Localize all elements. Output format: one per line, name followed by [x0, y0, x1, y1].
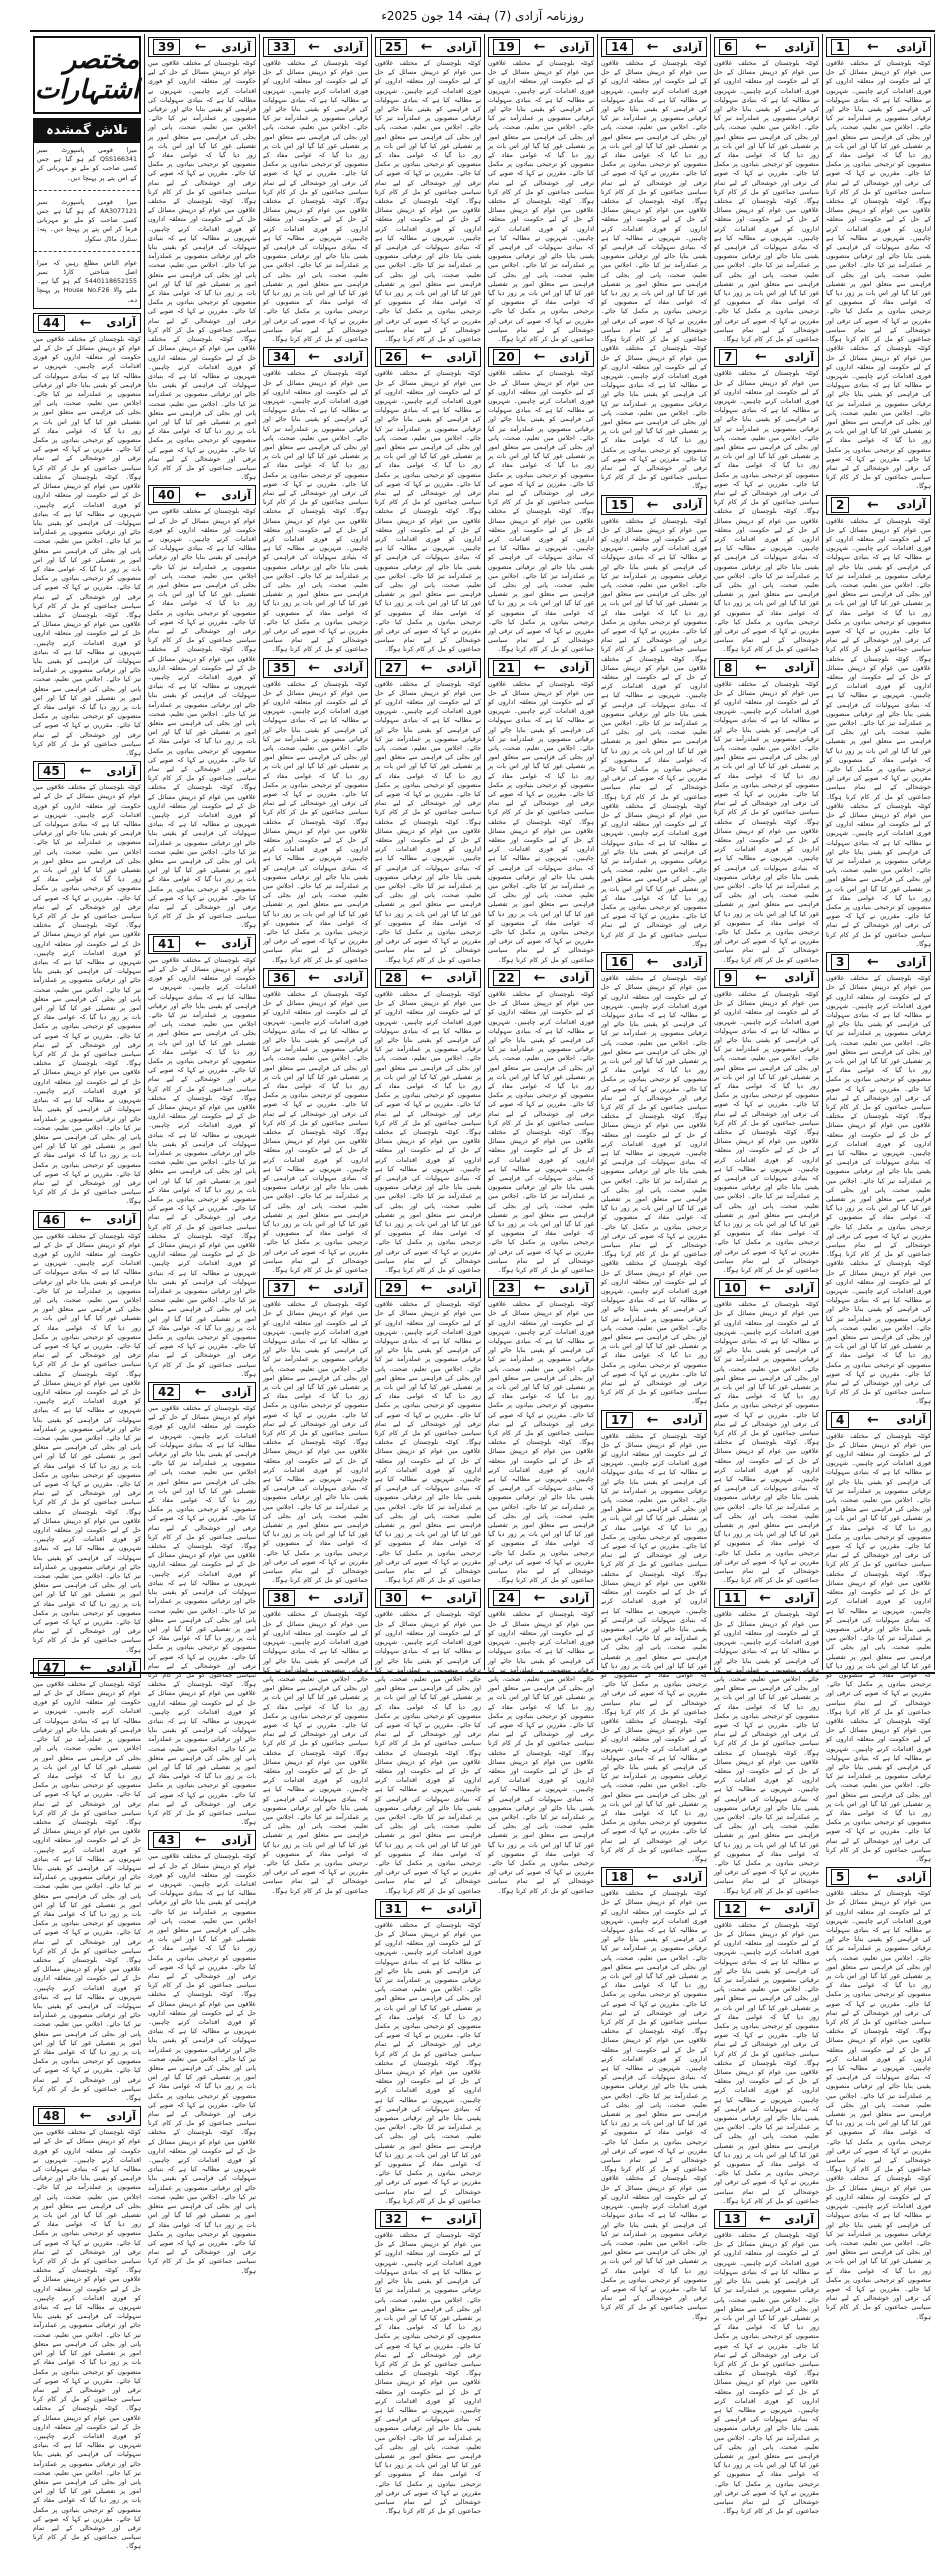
notice-header	[375, 1588, 481, 1608]
arrow-left-icon: ←	[646, 496, 659, 513]
notice-tag: آزادی	[446, 1281, 476, 1295]
notice-tag: آزادی	[559, 350, 589, 364]
column-8	[30, 34, 145, 2551]
notice-body: کوئٹہ بلوچستان کے مختلف علاقوں میں عوام کو درپیش مسائل کے حل کے لیے حکومت اور متعلقہ اداروں کو فوری اقدامات کرنے چاہییں۔ شہریوں نے مطالبہ کیا ہے کہ بنیادی سہولیات کی فراہمی کو یقینی بنایا جائے اور ترقیاتی منصوبوں پر عملدرآمد تیز کیا جائے۔ اجلاس میں تعلیم، صحت، پانی اور بجلی کی فراہمی سے متعلق امور پر تفصیلی غور کیا گیا اور اس بات پر زور دیا گیا کہ عوامی مفاد کے منصوبوں کو ترجیحی بنیادوں پر مکمل کیا جائے۔ مقررین نے کہا کہ صوبے کی ترقی اور خوشحالی کے لیے تمام سیاسی جماعتوں کو مل کر کام کرنا ہوگا۔ کوئٹہ بلوچستان کے مختلف علاقوں میں عوام کو درپیش مسائل کے حل کے لیے حکومت اور متعلقہ اداروں کو فوری اقدامات کرنے چاہییں۔ شہریوں نے مطالبہ کیا ہے کہ بنیادی سہولیات کی فراہمی کو یقینی بنایا جائے اور ترقیاتی منصوبوں پر عملدرآمد تیز کیا جائے۔ اجلاس میں تعلیم، صحت، پانی اور بجلی کی فراہمی سے متعلق امور پر تفصیلی غور کیا گیا اور اس بات پر زور دیا گیا کہ عوامی مفاد کے منصوبوں کو ترجیحی بنیادوں پر مکمل کیا جائے۔ مقررین نے کہا کہ صوبے کی ترقی اور خوشحالی کے لیے تمام سیاسی جماعتوں کو مل کر کام کرنا ہوگا۔ کوئٹہ بلوچستان کے مختلف علاقوں میں عوام کو درپیش مسائل کے حل کے لیے حکومت اور متعلقہ اداروں کو فوری اقدامات کرنے چاہییں۔ شہریوں نے مطالبہ کیا ہے کہ بنیادی سہولیات کی فراہمی کو یقینی بنایا جائے اور ترقیاتی منصوبوں پر عملدرآمد تیز کیا جائے۔ اجلاس میں تعلیم، صحت، پانی اور بجلی کی فراہمی سے متعلق امور پر تفصیلی غور کیا گیا اور اس بات پر زور دیا گیا کہ عوامی مفاد کے منصوبوں کو ترجیحی بنیادوں پر مکمل کیا جائے۔ مقررین نے کہا کہ صوبے کی ترقی اور خوشحالی کے لیے تمام سیاسی جماعتوں کو مل کر کام کرنا ہوگا۔	[601, 975, 707, 1406]
notice-body: کوئٹہ بلوچستان کے مختلف علاقوں میں عوام کو درپیش مسائل کے حل کے لیے حکومت اور متعلقہ اداروں کو فوری اقدامات کرنے چاہییں۔ شہریوں نے مطالبہ کیا ہے کہ بنیادی سہولیات کی فراہمی کو یقینی بنایا جائے اور ترقیاتی منصوبوں پر عملدرآمد تیز کیا جائے۔ اجلاس میں تعلیم، صحت، پانی اور بجلی کی فراہمی سے متعلق امور پر تفصیلی غور کیا گیا اور اس بات پر زور دیا گیا کہ عوامی مفاد کے منصوبوں کو ترجیحی بنیادوں پر مکمل کیا جائے۔ مقررین نے کہا کہ صوبے کی ترقی اور خوشحالی کے لیے تمام سیاسی جماعتوں کو مل کر کام کرنا ہوگا۔ کوئٹہ بلوچستان کے مختلف علاقوں میں عوام کو درپیش مسائل کے حل کے لیے حکومت اور متعلقہ اداروں کو فوری اقدامات کرنے چاہییں۔ شہریوں نے مطالبہ کیا ہے کہ بنیادی سہولیات کی فراہمی کو یقینی بنایا جائے اور ترقیاتی منصوبوں پر عملدرآمد تیز کیا جائے۔ اجلاس میں تعلیم، صحت، پانی اور بجلی کی فراہمی سے متعلق امور پر تفصیلی غور کیا گیا اور اس بات پر زور دیا گیا کہ عوامی مفاد کے منصوبوں کو ترجیحی بنیادوں پر مکمل کیا جائے۔ مقررین نے کہا کہ صوبے کی ترقی اور خوشحالی کے لیے تمام سیاسی جماعتوں کو مل کر کام کرنا ہوگا۔	[488, 990, 594, 1274]
notice-tag: آزادی	[221, 488, 251, 502]
column-5	[372, 34, 485, 2516]
notice-number: 6	[719, 39, 737, 55]
notice-tag: آزادی	[559, 1591, 589, 1605]
notice-number: 26	[380, 349, 407, 365]
notice-tag: آزادی	[784, 1281, 814, 1295]
notice-number: 3	[831, 954, 849, 970]
notice-tag: آزادی	[446, 1591, 476, 1605]
notice-header	[488, 1278, 594, 1298]
notice-body: کوئٹہ بلوچستان کے مختلف علاقوں میں عوام کو درپیش مسائل کے حل کے لیے حکومت اور متعلقہ اداروں کو فوری اقدامات کرنے چاہییں۔ شہریوں نے مطالبہ کیا ہے کہ بنیادی سہولیات کی فراہمی کو یقینی بنایا جائے اور ترقیاتی منصوبوں پر عملدرآمد تیز کیا جائے۔ اجلاس میں تعلیم، صحت، پانی اور بجلی کی فراہمی سے متعلق امور پر تفصیلی غور کیا گیا اور اس بات پر زور دیا گیا کہ عوامی مفاد کے منصوبوں کو ترجیحی بنیادوں پر مکمل کیا جائے۔ مقررین نے کہا کہ صوبے کی ترقی اور خوشحالی کے لیے تمام سیاسی جماعتوں کو مل کر کام کرنا ہوگا۔ کوئٹہ بلوچستان کے مختلف علاقوں میں عوام کو درپیش مسائل کے حل کے لیے حکومت اور متعلقہ اداروں کو فوری اقدامات کرنے چاہییں۔ شہریوں نے مطالبہ کیا ہے کہ بنیادی سہولیات کی فراہمی کو یقینی بنایا جائے اور ترقیاتی منصوبوں پر عملدرآمد تیز کیا جائے۔ اجلاس میں تعلیم، صحت، پانی اور بجلی کی فراہمی سے متعلق امور پر تفصیلی غور کیا گیا اور اس بات پر زور دیا گیا کہ عوامی مفاد کے منصوبوں کو ترجیحی بنیادوں پر مکمل کیا جائے۔ مقررین نے کہا کہ صوبے کی ترقی اور خوشحالی کے لیے تمام سیاسی جماعتوں کو مل کر کام کرنا ہوگا۔	[714, 1301, 819, 1585]
notice-header	[714, 1899, 819, 1919]
notice-body: کوئٹہ بلوچستان کے مختلف علاقوں میں عوام کو درپیش مسائل کے حل کے لیے حکومت اور متعلقہ اداروں کو فوری اقدامات کرنے چاہییں۔ شہریوں نے مطالبہ کیا ہے کہ بنیادی سہولیات کی فراہمی کو یقینی بنایا جائے اور ترقیاتی منصوبوں پر عملدرآمد تیز کیا جائے۔ اجلاس میں تعلیم، صحت، پانی اور بجلی کی فراہمی سے متعلق امور پر تفصیلی غور کیا گیا اور اس بات پر زور دیا گیا کہ عوامی مفاد کے منصوبوں کو ترجیحی بنیادوں پر مکمل کیا جائے۔ مقررین نے کہا کہ صوبے کی ترقی اور خوشحالی کے لیے تمام سیاسی جماعتوں کو مل کر کام کرنا ہوگا۔ کوئٹہ بلوچستان کے مختلف علاقوں میں عوام کو درپیش مسائل کے حل کے لیے حکومت اور متعلقہ اداروں کو فوری اقدامات کرنے چاہییں۔ شہریوں نے مطالبہ کیا ہے کہ بنیادی سہولیات کی فراہمی کو یقینی بنایا جائے اور ترقیاتی منصوبوں پر عملدرآمد تیز کیا جائے۔ اجلاس میں تعلیم، صحت، پانی اور بجلی کی فراہمی سے متعلق امور پر تفصیلی غور کیا گیا اور اس بات پر زور دیا گیا کہ عوامی مفاد کے منصوبوں کو ترجیحی بنیادوں پر مکمل کیا جائے۔ مقررین نے کہا کہ صوبے کی ترقی اور خوشحالی کے لیے تمام سیاسی جماعتوں کو مل کر کام کرنا ہوگا۔	[714, 370, 819, 654]
notice-tag: آزادی	[446, 40, 476, 54]
column-2	[711, 34, 823, 2516]
notice-header	[601, 1867, 707, 1887]
notice-body: کوئٹہ بلوچستان کے مختلف علاقوں میں عوام کو درپیش مسائل کے حل کے لیے حکومت اور متعلقہ اداروں کو فوری اقدامات کرنے چاہییں۔ شہریوں نے مطالبہ کیا ہے کہ بنیادی سہولیات کی فراہمی کو یقینی بنایا جائے اور ترقیاتی منصوبوں پر عملدرآمد تیز کیا جائے۔ اجلاس میں تعلیم، صحت، پانی اور بجلی کی فراہمی سے متعلق امور پر تفصیلی غور کیا گیا اور اس بات پر زور دیا گیا کہ عوامی مفاد کے منصوبوں کو ترجیحی بنیادوں پر مکمل کیا جائے۔ مقررین نے کہا کہ صوبے کی ترقی اور خوشحالی کے لیے تمام سیاسی جماعتوں کو مل کر کام کرنا ہوگا۔ کوئٹہ بلوچستان کے مختلف علاقوں میں عوام کو درپیش مسائل کے حل کے لیے حکومت اور متعلقہ اداروں کو فوری اقدامات کرنے چاہییں۔ شہریوں نے مطالبہ کیا ہے کہ بنیادی سہولیات کی فراہمی کو یقینی بنایا جائے اور ترقیاتی منصوبوں پر عملدرآمد تیز کیا جائے۔ اجلاس میں تعلیم، صحت، پانی اور بجلی کی فراہمی سے متعلق امور پر تفصیلی غور کیا گیا اور اس بات پر زور دیا گیا کہ عوامی مفاد کے منصوبوں کو ترجیحی بنیادوں پر مکمل کیا جائے۔ مقررین نے کہا کہ صوبے کی ترقی اور خوشحالی کے لیے تمام سیاسی جماعتوں کو مل کر کام کرنا ہوگا۔ کوئٹہ بلوچستان کے مختلف علاقوں میں عوام کو درپیش مسائل کے حل کے لیے حکومت اور متعلقہ اداروں کو فوری اقدامات کرنے چاہییں۔ شہریوں نے مطالبہ کیا ہے کہ بنیادی سہولیات کی فراہمی کو یقینی بنایا جائے اور ترقیاتی منصوبوں پر عملدرآمد تیز کیا جائے۔ اجلاس میں تعلیم، صحت، پانی اور بجلی کی فراہمی سے متعلق امور پر تفصیلی غور کیا گیا اور اس بات پر زور دیا گیا کہ عوامی مفاد کے منصوبوں کو ترجیحی بنیادوں پر مکمل کیا جائے۔ مقررین نے کہا کہ صوبے کی ترقی اور خوشحالی کے لیے تمام سیاسی جماعتوں کو مل کر کام کرنا ہوگا۔	[826, 1890, 931, 2321]
arrow-left-icon: ←	[759, 1900, 771, 1917]
notice-header	[714, 968, 819, 988]
arrow-left-icon: ←	[420, 1590, 433, 1607]
notice-number: 28	[380, 970, 407, 986]
notice-tag: آزادی	[333, 1281, 363, 1295]
bottom-rule	[30, 1672, 935, 1674]
top-rule	[30, 30, 935, 32]
notice-header	[375, 968, 481, 988]
notice-number: 42	[153, 1384, 180, 1400]
notice-header	[33, 1210, 141, 1230]
notice-body: کوئٹہ بلوچستان کے مختلف علاقوں میں عوام کو درپیش مسائل کے حل کے لیے حکومت اور متعلقہ اداروں کو فوری اقدامات کرنے چاہییں۔ شہریوں نے مطالبہ کیا ہے کہ بنیادی سہولیات کی فراہمی کو یقینی بنایا جائے اور ترقیاتی منصوبوں پر عملدرآمد تیز کیا جائے۔ اجلاس میں تعلیم، صحت، پانی اور بجلی کی فراہمی سے متعلق امور پر تفصیلی غور کیا گیا اور اس بات پر زور دیا گیا کہ عوامی مفاد کے منصوبوں کو ترجیحی بنیادوں پر مکمل کیا جائے۔ مقررین نے کہا کہ صوبے کی ترقی اور خوشحالی کے لیے تمام سیاسی جماعتوں کو مل کر کام کرنا ہوگا۔ کوئٹہ بلوچستان کے مختلف علاقوں میں عوام کو درپیش مسائل کے حل کے لیے حکومت اور متعلقہ اداروں کو فوری اقدامات کرنے چاہییں۔ شہریوں نے مطالبہ کیا ہے کہ بنیادی سہولیات کی فراہمی کو یقینی بنایا جائے اور ترقیاتی منصوبوں پر عملدرآمد تیز کیا جائے۔ اجلاس میں تعلیم، صحت، پانی اور بجلی کی فراہمی سے متعلق امور پر تفصیلی غور کیا گیا اور اس بات پر زور دیا گیا کہ عوامی مفاد کے منصوبوں کو ترجیحی بنیادوں پر مکمل کیا جائے۔ مقررین نے کہا کہ صوبے کی ترقی اور خوشحالی کے لیے تمام سیاسی جماعتوں کو مل کر کام کرنا ہوگا۔	[375, 1611, 481, 1895]
notice-tag: آزادی	[559, 661, 589, 675]
notice-number: 8	[719, 660, 737, 676]
notice-header	[33, 2106, 141, 2126]
arrow-left-icon: ←	[755, 39, 767, 55]
notice-body: کوئٹہ بلوچستان کے مختلف علاقوں میں عوام کو درپیش مسائل کے حل کے لیے حکومت اور متعلقہ اداروں کو فوری اقدامات کرنے چاہییں۔ شہریوں نے مطالبہ کیا ہے کہ بنیادی سہولیات کی فراہمی کو یقینی بنایا جائے اور ترقیاتی منصوبوں پر عملدرآمد تیز کیا جائے۔ اجلاس میں تعلیم، صحت، پانی اور بجلی کی فراہمی سے متعلق امور پر تفصیلی غور کیا گیا اور اس بات پر زور دیا گیا کہ عوامی مفاد کے منصوبوں کو ترجیحی بنیادوں پر مکمل کیا جائے۔ مقررین نے کہا کہ صوبے کی ترقی اور خوشحالی کے لیے تمام سیاسی جماعتوں کو مل کر کام کرنا ہوگا۔ کوئٹہ بلوچستان کے مختلف علاقوں میں عوام کو درپیش مسائل کے حل کے لیے حکومت اور متعلقہ اداروں کو فوری اقدامات کرنے چاہییں۔ شہریوں نے مطالبہ کیا ہے کہ بنیادی سہولیات کی فراہمی کو یقینی بنایا جائے اور ترقیاتی منصوبوں پر عملدرآمد تیز کیا جائے۔ اجلاس میں تعلیم، صحت، پانی اور بجلی کی فراہمی سے متعلق امور پر تفصیلی غور کیا گیا اور اس بات پر زور دیا گیا کہ عوامی مفاد کے منصوبوں کو ترجیحی بنیادوں پر مکمل کیا جائے۔ مقررین نے کہا کہ صوبے کی ترقی اور خوشحالی کے لیے تمام سیاسی جماعتوں کو مل کر کام کرنا ہوگا۔	[714, 1921, 819, 2205]
notice-tag: آزادی	[221, 1833, 251, 1847]
notice-tag: آزادی	[672, 1870, 702, 1884]
notice-tag: آزادی	[333, 1591, 363, 1605]
arrow-left-icon: ←	[194, 1832, 207, 1849]
arrow-left-icon: ←	[194, 1384, 207, 1401]
notice-body: کوئٹہ بلوچستان کے مختلف علاقوں میں عوام کو درپیش مسائل کے حل کے لیے حکومت اور متعلقہ اداروں کو فوری اقدامات کرنے چاہییں۔ شہریوں نے مطالبہ کیا ہے کہ بنیادی سہولیات کی فراہمی کو یقینی بنایا جائے اور ترقیاتی منصوبوں پر عملدرآمد تیز کیا جائے۔ اجلاس میں تعلیم، صحت، پانی اور بجلی کی فراہمی سے متعلق امور پر تفصیلی غور کیا گیا اور اس بات پر زور دیا گیا کہ عوامی مفاد کے منصوبوں کو ترجیحی بنیادوں پر مکمل کیا جائے۔ مقررین نے کہا کہ صوبے کی ترقی اور خوشحالی کے لیے تمام سیاسی جماعتوں کو مل کر کام کرنا ہوگا۔ کوئٹہ بلوچستان کے مختلف علاقوں میں عوام کو درپیش مسائل کے حل کے لیے حکومت اور متعلقہ اداروں کو فوری اقدامات کرنے چاہییں۔ شہریوں نے مطالبہ کیا ہے کہ بنیادی سہولیات کی فراہمی کو یقینی بنایا جائے اور ترقیاتی منصوبوں پر عملدرآمد تیز کیا جائے۔ اجلاس میں تعلیم، صحت، پانی اور بجلی کی فراہمی سے متعلق امور پر تفصیلی غور کیا گیا اور اس بات پر زور دیا گیا کہ عوامی مفاد کے منصوبوں کو ترجیحی بنیادوں پر مکمل کیا جائے۔ مقررین نے کہا کہ صوبے کی ترقی اور خوشحالی کے لیے تمام سیاسی جماعتوں کو مل کر کام کرنا ہوگا۔	[375, 1921, 481, 2205]
notice-body: کوئٹہ بلوچستان کے مختلف علاقوں میں عوام کو درپیش مسائل کے حل کے لیے حکومت اور متعلقہ اداروں کو فوری اقدامات کرنے چاہییں۔ شہریوں نے مطالبہ کیا ہے کہ بنیادی سہولیات کی فراہمی کو یقینی بنایا جائے اور ترقیاتی منصوبوں پر عملدرآمد تیز کیا جائے۔ اجلاس میں تعلیم، صحت، پانی اور بجلی کی فراہمی سے متعلق امور پر تفصیلی غور کیا گیا اور اس بات پر زور دیا گیا کہ عوامی مفاد کے منصوبوں کو ترجیحی بنیادوں پر مکمل کیا جائے۔ مقررین نے کہا کہ صوبے کی ترقی اور خوشحالی کے لیے تمام سیاسی جماعتوں کو مل کر کام کرنا ہوگا۔ کوئٹہ بلوچستان کے مختلف علاقوں میں عوام کو درپیش مسائل کے حل کے لیے حکومت اور متعلقہ اداروں کو فوری اقدامات کرنے چاہییں۔ شہریوں نے مطالبہ کیا ہے کہ بنیادی سہولیات کی فراہمی کو یقینی بنایا جائے اور ترقیاتی منصوبوں پر عملدرآمد تیز کیا جائے۔ اجلاس میں تعلیم، صحت، پانی اور بجلی کی فراہمی سے متعلق امور پر تفصیلی غور کیا گیا اور اس بات پر زور دیا گیا کہ عوامی مفاد کے منصوبوں کو ترجیحی بنیادوں پر مکمل کیا جائے۔ مقررین نے کہا کہ صوبے کی ترقی اور خوشحالی کے لیے تمام سیاسی جماعتوں کو مل کر کام کرنا ہوگا۔	[714, 2232, 819, 2516]
notice-body: کوئٹہ بلوچستان کے مختلف علاقوں میں عوام کو درپیش مسائل کے حل کے لیے حکومت اور متعلقہ اداروں کو فوری اقدامات کرنے چاہییں۔ شہریوں نے مطالبہ کیا ہے کہ بنیادی سہولیات کی فراہمی کو یقینی بنایا جائے اور ترقیاتی منصوبوں پر عملدرآمد تیز کیا جائے۔ اجلاس میں تعلیم، صحت، پانی اور بجلی کی فراہمی سے متعلق امور پر تفصیلی غور کیا گیا اور اس بات پر زور دیا گیا کہ عوامی مفاد کے منصوبوں کو ترجیحی بنیادوں پر مکمل کیا جائے۔ مقررین نے کہا کہ صوبے کی ترقی اور خوشحالی کے لیے تمام سیاسی جماعتوں کو مل کر کام کرنا ہوگا۔ کوئٹہ بلوچستان کے مختلف علاقوں میں عوام کو درپیش مسائل کے حل کے لیے حکومت اور متعلقہ اداروں کو فوری اقدامات کرنے چاہییں۔ شہریوں نے مطالبہ کیا ہے کہ بنیادی سہولیات کی فراہمی کو یقینی بنایا جائے اور ترقیاتی منصوبوں پر عملدرآمد تیز کیا جائے۔ اجلاس میں تعلیم، صحت، پانی اور بجلی کی فراہمی سے متعلق امور پر تفصیلی غور کیا گیا اور اس بات پر زور دیا گیا کہ عوامی مفاد کے منصوبوں کو ترجیحی بنیادوں پر مکمل کیا جائے۔ مقررین نے کہا کہ صوبے کی ترقی اور خوشحالی کے لیے تمام سیاسی جماعتوں کو مل کر کام کرنا ہوگا۔	[263, 680, 368, 964]
notice-number: 34	[268, 349, 295, 365]
arrow-left-icon: ←	[867, 39, 879, 55]
arrow-left-icon: ←	[308, 969, 320, 986]
notice-tag: آزادی	[106, 1661, 136, 1675]
arrow-left-icon: ←	[646, 1869, 659, 1886]
notice-number: 39	[153, 39, 180, 55]
notice-tag: آزادی	[106, 1213, 136, 1227]
notice-header	[148, 934, 256, 954]
notice-number: 46	[38, 1212, 65, 1228]
notice-number: 12	[719, 1901, 746, 1917]
column-4	[485, 34, 598, 1895]
arrow-left-icon: ←	[867, 496, 879, 513]
notice-body: کوئٹہ بلوچستان کے مختلف علاقوں میں عوام کو درپیش مسائل کے حل کے لیے حکومت اور متعلقہ اداروں کو فوری اقدامات کرنے چاہییں۔ شہریوں نے مطالبہ کیا ہے کہ بنیادی سہولیات کی فراہمی کو یقینی بنایا جائے اور ترقیاتی منصوبوں پر عملدرآمد تیز کیا جائے۔ اجلاس میں تعلیم، صحت، پانی اور بجلی کی فراہمی سے متعلق امور پر تفصیلی غور کیا گیا اور اس بات پر زور دیا گیا کہ عوامی مفاد کے منصوبوں کو ترجیحی بنیادوں پر مکمل کیا جائے۔ مقررین نے کہا کہ صوبے کی ترقی اور خوشحالی کے لیے تمام سیاسی جماعتوں کو مل کر کام کرنا ہوگا۔ کوئٹہ بلوچستان کے مختلف علاقوں میں عوام کو درپیش مسائل کے حل کے لیے حکومت اور متعلقہ اداروں کو فوری اقدامات کرنے چاہییں۔ شہریوں نے مطالبہ کیا ہے کہ بنیادی سہولیات کی فراہمی کو یقینی بنایا جائے اور ترقیاتی منصوبوں پر عملدرآمد تیز کیا جائے۔ اجلاس میں تعلیم، صحت، پانی اور بجلی کی فراہمی سے متعلق امور پر تفصیلی غور کیا گیا اور اس بات پر زور دیا گیا کہ عوامی مفاد کے منصوبوں کو ترجیحی بنیادوں پر مکمل کیا جائے۔ مقررین نے کہا کہ صوبے کی ترقی اور خوشحالی کے لیے تمام سیاسی جماعتوں کو مل کر کام کرنا ہوگا۔ کوئٹہ بلوچستان کے مختلف علاقوں میں عوام کو درپیش مسائل کے حل کے لیے حکومت اور متعلقہ اداروں کو فوری اقدامات کرنے چاہییں۔ شہریوں نے مطالبہ کیا ہے کہ بنیادی سہولیات کی فراہمی کو یقینی بنایا جائے اور ترقیاتی منصوبوں پر عملدرآمد تیز کیا جائے۔ اجلاس میں تعلیم، صحت، پانی اور بجلی کی فراہمی سے متعلق امور پر تفصیلی غور کیا گیا اور اس بات پر زور دیا گیا کہ عوامی مفاد کے منصوبوں کو ترجیحی بنیادوں پر مکمل کیا جائے۔ مقررین نے کہا کہ صوبے کی ترقی اور خوشحالی کے لیے تمام سیاسی جماعتوں کو مل کر کام کرنا ہوگا۔	[826, 975, 931, 1406]
notice-body: کوئٹہ بلوچستان کے مختلف علاقوں میں عوام کو درپیش مسائل کے حل کے لیے حکومت اور متعلقہ اداروں کو فوری اقدامات کرنے چاہییں۔ شہریوں نے مطالبہ کیا ہے کہ بنیادی سہولیات کی فراہمی کو یقینی بنایا جائے اور ترقیاتی منصوبوں پر عملدرآمد تیز کیا جائے۔ اجلاس میں تعلیم، صحت، پانی اور بجلی کی فراہمی سے متعلق امور پر تفصیلی غور کیا گیا اور اس بات پر زور دیا گیا کہ عوامی مفاد کے منصوبوں کو ترجیحی بنیادوں پر مکمل کیا جائے۔ مقررین نے کہا کہ صوبے کی ترقی اور خوشحالی کے لیے تمام سیاسی جماعتوں کو مل کر کام کرنا ہوگا۔ کوئٹہ بلوچستان کے مختلف علاقوں میں عوام کو درپیش مسائل کے حل کے لیے حکومت اور متعلقہ اداروں کو فوری اقدامات کرنے چاہییں۔ شہریوں نے مطالبہ کیا ہے کہ بنیادی سہولیات کی فراہمی کو یقینی بنایا جائے اور ترقیاتی منصوبوں پر عملدرآمد تیز کیا جائے۔ اجلاس میں تعلیم، صحت، پانی اور بجلی کی فراہمی سے متعلق امور پر تفصیلی غور کیا گیا اور اس بات پر زور دیا گیا کہ عوامی مفاد کے منصوبوں کو ترجیحی بنیادوں پر مکمل کیا جائے۔ مقررین نے کہا کہ صوبے کی ترقی اور خوشحالی کے لیے تمام سیاسی جماعتوں کو مل کر کام کرنا ہوگا۔	[488, 370, 594, 654]
notice-header	[148, 1382, 256, 1402]
notice-tag: آزادی	[672, 955, 702, 969]
notice-header	[601, 952, 707, 972]
arrow-left-icon: ←	[308, 39, 320, 55]
newspaper-page	[30, 0, 935, 2551]
notice-number: 44	[38, 315, 65, 331]
notice-header	[488, 658, 594, 678]
notice-tag: آزادی	[784, 661, 814, 675]
notice-header	[488, 968, 594, 988]
notice-header	[148, 1830, 256, 1850]
notice-header	[714, 1588, 819, 1608]
arrow-left-icon: ←	[79, 763, 92, 780]
notice-body: کوئٹہ بلوچستان کے مختلف علاقوں میں عوام کو درپیش مسائل کے حل کے لیے حکومت اور متعلقہ اداروں کو فوری اقدامات کرنے چاہییں۔ شہریوں نے مطالبہ کیا ہے کہ بنیادی سہولیات کی فراہمی کو یقینی بنایا جائے اور ترقیاتی منصوبوں پر عملدرآمد تیز کیا جائے۔ اجلاس میں تعلیم، صحت، پانی اور بجلی کی فراہمی سے متعلق امور پر تفصیلی غور کیا گیا اور اس بات پر زور دیا گیا کہ عوامی مفاد کے منصوبوں کو ترجیحی بنیادوں پر مکمل کیا جائے۔ مقررین نے کہا کہ صوبے کی ترقی اور خوشحالی کے لیے تمام سیاسی جماعتوں کو مل کر کام کرنا ہوگا۔ کوئٹہ بلوچستان کے مختلف علاقوں میں عوام کو درپیش مسائل کے حل کے لیے حکومت اور متعلقہ اداروں کو فوری اقدامات کرنے چاہییں۔ شہریوں نے مطالبہ کیا ہے کہ بنیادی سہولیات کی فراہمی کو یقینی بنایا جائے اور ترقیاتی منصوبوں پر عملدرآمد تیز کیا جائے۔ اجلاس میں تعلیم، صحت، پانی اور بجلی کی فراہمی سے متعلق امور پر تفصیلی غور کیا گیا اور اس بات پر زور دیا گیا کہ عوامی مفاد کے منصوبوں کو ترجیحی بنیادوں پر مکمل کیا جائے۔ مقررین نے کہا کہ صوبے کی ترقی اور خوشحالی کے لیے تمام سیاسی جماعتوں کو مل کر کام کرنا ہوگا۔	[488, 60, 594, 344]
notice-number: 31	[380, 1901, 407, 1917]
notice-tag: آزادی	[106, 316, 136, 330]
notice-number: 45	[38, 763, 65, 779]
arrow-left-icon: ←	[646, 1411, 659, 1428]
notice-tag: آزادی	[896, 1870, 926, 1884]
arrow-left-icon: ←	[646, 39, 659, 55]
arrow-left-icon: ←	[79, 1659, 92, 1676]
arrow-left-icon: ←	[533, 39, 546, 55]
notice-tag: آزادی	[221, 1385, 251, 1399]
notice-number: 38	[268, 1590, 295, 1606]
notice-header	[714, 658, 819, 678]
notice-body: کوئٹہ بلوچستان کے مختلف علاقوں میں عوام کو درپیش مسائل کے حل کے لیے حکومت اور متعلقہ اداروں کو فوری اقدامات کرنے چاہییں۔ شہریوں نے مطالبہ کیا ہے کہ بنیادی سہولیات کی فراہمی کو یقینی بنایا جائے اور ترقیاتی منصوبوں پر عملدرآمد تیز کیا جائے۔ اجلاس میں تعلیم، صحت، پانی اور بجلی کی فراہمی سے متعلق امور پر تفصیلی غور کیا گیا اور اس بات پر زور دیا گیا کہ عوامی مفاد کے منصوبوں کو ترجیحی بنیادوں پر مکمل کیا جائے۔ مقررین نے کہا کہ صوبے کی ترقی اور خوشحالی کے لیے تمام سیاسی جماعتوں کو مل کر کام کرنا ہوگا۔ کوئٹہ بلوچستان کے مختلف علاقوں میں عوام کو درپیش مسائل کے حل کے لیے حکومت اور متعلقہ اداروں کو فوری اقدامات کرنے چاہییں۔ شہریوں نے مطالبہ کیا ہے کہ بنیادی سہولیات کی فراہمی کو یقینی بنایا جائے اور ترقیاتی منصوبوں پر عملدرآمد تیز کیا جائے۔ اجلاس میں تعلیم، صحت، پانی اور بجلی کی فراہمی سے متعلق امور پر تفصیلی غور کیا گیا اور اس بات پر زور دیا گیا کہ عوامی مفاد کے منصوبوں کو ترجیحی بنیادوں پر مکمل کیا جائے۔ مقررین نے کہا کہ صوبے کی ترقی اور خوشحالی کے لیے تمام سیاسی جماعتوں کو مل کر کام کرنا ہوگا۔ کوئٹہ بلوچستان کے مختلف علاقوں میں عوام کو درپیش مسائل کے حل کے لیے حکومت اور متعلقہ اداروں کو فوری اقدامات کرنے چاہییں۔ شہریوں نے مطالبہ کیا ہے کہ بنیادی سہولیات کی فراہمی کو یقینی بنایا جائے اور ترقیاتی منصوبوں پر عملدرآمد تیز کیا جائے۔ اجلاس میں تعلیم، صحت، پانی اور بجلی کی فراہمی سے متعلق امور پر تفصیلی غور کیا گیا اور اس بات پر زور دیا گیا کہ عوامی مفاد کے منصوبوں کو ترجیحی بنیادوں پر مکمل کیا جائے۔ مقررین نے کہا کہ صوبے کی ترقی اور خوشحالی کے لیے تمام سیاسی جماعتوں کو مل کر کام کرنا ہوگا۔	[33, 1232, 141, 1654]
notice-body: کوئٹہ بلوچستان کے مختلف علاقوں میں عوام کو درپیش مسائل کے حل کے لیے حکومت اور متعلقہ اداروں کو فوری اقدامات کرنے چاہییں۔ شہریوں نے مطالبہ کیا ہے کہ بنیادی سہولیات کی فراہمی کو یقینی بنایا جائے اور ترقیاتی منصوبوں پر عملدرآمد تیز کیا جائے۔ اجلاس میں تعلیم، صحت، پانی اور بجلی کی فراہمی سے متعلق امور پر تفصیلی غور کیا گیا اور اس بات پر زور دیا گیا کہ عوامی مفاد کے منصوبوں کو ترجیحی بنیادوں پر مکمل کیا جائے۔ مقررین نے کہا کہ صوبے کی ترقی اور خوشحالی کے لیے تمام سیاسی جماعتوں کو مل کر کام کرنا ہوگا۔ کوئٹہ بلوچستان کے مختلف علاقوں میں عوام کو درپیش مسائل کے حل کے لیے حکومت اور متعلقہ اداروں کو فوری اقدامات کرنے چاہییں۔ شہریوں نے مطالبہ کیا ہے کہ بنیادی سہولیات کی فراہمی کو یقینی بنایا جائے اور ترقیاتی منصوبوں پر عملدرآمد تیز کیا جائے۔ اجلاس میں تعلیم، صحت، پانی اور بجلی کی فراہمی سے متعلق امور پر تفصیلی غور کیا گیا اور اس بات پر زور دیا گیا کہ عوامی مفاد کے منصوبوں کو ترجیحی بنیادوں پر مکمل کیا جائے۔ مقررین نے کہا کہ صوبے کی ترقی اور خوشحالی کے لیے تمام سیاسی جماعتوں کو مل کر کام کرنا ہوگا۔ کوئٹہ بلوچستان کے مختلف علاقوں میں عوام کو درپیش مسائل کے حل کے لیے حکومت اور متعلقہ اداروں کو فوری اقدامات کرنے چاہییں۔ شہریوں نے مطالبہ کیا ہے کہ بنیادی سہولیات کی فراہمی کو یقینی بنایا جائے اور ترقیاتی منصوبوں پر عملدرآمد تیز کیا جائے۔ اجلاس میں تعلیم، صحت، پانی اور بجلی کی فراہمی سے متعلق امور پر تفصیلی غور کیا گیا اور اس بات پر زور دیا گیا کہ عوامی مفاد کے منصوبوں کو ترجیحی بنیادوں پر مکمل کیا جائے۔ مقررین نے کہا کہ صوبے کی ترقی اور خوشحالی کے لیے تمام سیاسی جماعتوں کو مل کر کام کرنا ہوگا۔	[33, 2129, 141, 2551]
notice-number: 37	[268, 1280, 295, 1296]
notice-body: کوئٹہ بلوچستان کے مختلف علاقوں میں عوام کو درپیش مسائل کے حل کے لیے حکومت اور متعلقہ اداروں کو فوری اقدامات کرنے چاہییں۔ شہریوں نے مطالبہ کیا ہے کہ بنیادی سہولیات کی فراہمی کو یقینی بنایا جائے اور ترقیاتی منصوبوں پر عملدرآمد تیز کیا جائے۔ اجلاس میں تعلیم، صحت، پانی اور بجلی کی فراہمی سے متعلق امور پر تفصیلی غور کیا گیا اور اس بات پر زور دیا گیا کہ عوامی مفاد کے منصوبوں کو ترجیحی بنیادوں پر مکمل کیا جائے۔ مقررین نے کہا کہ صوبے کی ترقی اور خوشحالی کے لیے تمام سیاسی جماعتوں کو مل کر کام کرنا ہوگا۔ کوئٹہ بلوچستان کے مختلف علاقوں میں عوام کو درپیش مسائل کے حل کے لیے حکومت اور متعلقہ اداروں کو فوری اقدامات کرنے چاہییں۔ شہریوں نے مطالبہ کیا ہے کہ بنیادی سہولیات کی فراہمی کو یقینی بنایا جائے اور ترقیاتی منصوبوں پر عملدرآمد تیز کیا جائے۔ اجلاس میں تعلیم، صحت، پانی اور بجلی کی فراہمی سے متعلق امور پر تفصیلی غور کیا گیا اور اس بات پر زور دیا گیا کہ عوامی مفاد کے منصوبوں کو ترجیحی بنیادوں پر مکمل کیا جائے۔ مقررین نے کہا کہ صوبے کی ترقی اور خوشحالی کے لیے تمام سیاسی جماعتوں کو مل کر کام کرنا ہوگا۔	[375, 990, 481, 1274]
notice-body: کوئٹہ بلوچستان کے مختلف علاقوں میں عوام کو درپیش مسائل کے حل کے لیے حکومت اور متعلقہ اداروں کو فوری اقدامات کرنے چاہییں۔ شہریوں نے مطالبہ کیا ہے کہ بنیادی سہولیات کی فراہمی کو یقینی بنایا جائے اور ترقیاتی منصوبوں پر عملدرآمد تیز کیا جائے۔ اجلاس میں تعلیم، صحت، پانی اور بجلی کی فراہمی سے متعلق امور پر تفصیلی غور کیا گیا اور اس بات پر زور دیا گیا کہ عوامی مفاد کے منصوبوں کو ترجیحی بنیادوں پر مکمل کیا جائے۔ مقررین نے کہا کہ صوبے کی ترقی اور خوشحالی کے لیے تمام سیاسی جماعتوں کو مل کر کام کرنا ہوگا۔ کوئٹہ بلوچستان کے مختلف علاقوں میں عوام کو درپیش مسائل کے حل کے لیے حکومت اور متعلقہ اداروں کو فوری اقدامات کرنے چاہییں۔ شہریوں نے مطالبہ کیا ہے کہ بنیادی سہولیات کی فراہمی کو یقینی بنایا جائے اور ترقیاتی منصوبوں پر عملدرآمد تیز کیا جائے۔ اجلاس میں تعلیم، صحت، پانی اور بجلی کی فراہمی سے متعلق امور پر تفصیلی غور کیا گیا اور اس بات پر زور دیا گیا کہ عوامی مفاد کے منصوبوں کو ترجیحی بنیادوں پر مکمل کیا جائے۔ مقررین نے کہا کہ صوبے کی ترقی اور خوشحالی کے لیے تمام سیاسی جماعتوں کو مل کر کام کرنا ہوگا۔ کوئٹہ بلوچستان کے مختلف علاقوں میں عوام کو درپیش مسائل کے حل کے لیے حکومت اور متعلقہ اداروں کو فوری اقدامات کرنے چاہییں۔ شہریوں نے مطالبہ کیا ہے کہ بنیادی سہولیات کی فراہمی کو یقینی بنایا جائے اور ترقیاتی منصوبوں پر عملدرآمد تیز کیا جائے۔ اجلاس میں تعلیم، صحت، پانی اور بجلی کی فراہمی سے متعلق امور پر تفصیلی غور کیا گیا اور اس بات پر زور دیا گیا کہ عوامی مفاد کے منصوبوں کو ترجیحی بنیادوں پر مکمل کیا جائے۔ مقررین نے کہا کہ صوبے کی ترقی اور خوشحالی کے لیے تمام سیاسی جماعتوں کو مل کر کام کرنا ہوگا۔	[601, 517, 707, 948]
notice-header	[826, 1410, 931, 1430]
notice-header	[488, 347, 594, 367]
notice-header	[263, 968, 368, 988]
arrow-left-icon: ←	[759, 1280, 771, 1297]
arrow-left-icon: ←	[867, 1869, 879, 1886]
notice-tag: آزادی	[446, 661, 476, 675]
arrow-left-icon: ←	[420, 39, 433, 55]
notice-body: کوئٹہ بلوچستان کے مختلف علاقوں میں عوام کو درپیش مسائل کے حل کے لیے حکومت اور متعلقہ اداروں کو فوری اقدامات کرنے چاہییں۔ شہریوں نے مطالبہ کیا ہے کہ بنیادی سہولیات کی فراہمی کو یقینی بنایا جائے اور ترقیاتی منصوبوں پر عملدرآمد تیز کیا جائے۔ اجلاس میں تعلیم، صحت، پانی اور بجلی کی فراہمی سے متعلق امور پر تفصیلی غور کیا گیا اور اس بات پر زور دیا گیا کہ عوامی مفاد کے منصوبوں کو ترجیحی بنیادوں پر مکمل کیا جائے۔ مقررین نے کہا کہ صوبے کی ترقی اور خوشحالی کے لیے تمام سیاسی جماعتوں کو مل کر کام کرنا ہوگا۔ کوئٹہ بلوچستان کے مختلف علاقوں میں عوام کو درپیش مسائل کے حل کے لیے حکومت اور متعلقہ اداروں کو فوری اقدامات کرنے چاہییں۔ شہریوں نے مطالبہ کیا ہے کہ بنیادی سہولیات کی فراہمی کو یقینی بنایا جائے اور ترقیاتی منصوبوں پر عملدرآمد تیز کیا جائے۔ اجلاس میں تعلیم، صحت، پانی اور بجلی کی فراہمی سے متعلق امور پر تفصیلی غور کیا گیا اور اس بات پر زور دیا گیا کہ عوامی مفاد کے منصوبوں کو ترجیحی بنیادوں پر مکمل کیا جائے۔ مقررین نے کہا کہ صوبے کی ترقی اور خوشحالی کے لیے تمام سیاسی جماعتوں کو مل کر کام کرنا ہوگا۔	[263, 990, 368, 1274]
notice-body: کوئٹہ بلوچستان کے مختلف علاقوں میں عوام کو درپیش مسائل کے حل کے لیے حکومت اور متعلقہ اداروں کو فوری اقدامات کرنے چاہییں۔ شہریوں نے مطالبہ کیا ہے کہ بنیادی سہولیات کی فراہمی کو یقینی بنایا جائے اور ترقیاتی منصوبوں پر عملدرآمد تیز کیا جائے۔ اجلاس میں تعلیم، صحت، پانی اور بجلی کی فراہمی سے متعلق امور پر تفصیلی غور کیا گیا اور اس بات پر زور دیا گیا کہ عوامی مفاد کے منصوبوں کو ترجیحی بنیادوں پر مکمل کیا جائے۔ مقررین نے کہا کہ صوبے کی ترقی اور خوشحالی کے لیے تمام سیاسی جماعتوں کو مل کر کام کرنا ہوگا۔ کوئٹہ بلوچستان کے مختلف علاقوں میں عوام کو درپیش مسائل کے حل کے لیے حکومت اور متعلقہ اداروں کو فوری اقدامات کرنے چاہییں۔ شہریوں نے مطالبہ کیا ہے کہ بنیادی سہولیات کی فراہمی کو یقینی بنایا جائے اور ترقیاتی منصوبوں پر عملدرآمد تیز کیا جائے۔ اجلاس میں تعلیم، صحت، پانی اور بجلی کی فراہمی سے متعلق امور پر تفصیلی غور کیا گیا اور اس بات پر زور دیا گیا کہ عوامی مفاد کے منصوبوں کو ترجیحی بنیادوں پر مکمل کیا جائے۔ مقررین نے کہا کہ صوبے کی ترقی اور خوشحالی کے لیے تمام سیاسی جماعتوں کو مل کر کام کرنا ہوگا۔	[263, 370, 368, 654]
notice-body: کوئٹہ بلوچستان کے مختلف علاقوں میں عوام کو درپیش مسائل کے حل کے لیے حکومت اور متعلقہ اداروں کو فوری اقدامات کرنے چاہییں۔ شہریوں نے مطالبہ کیا ہے کہ بنیادی سہولیات کی فراہمی کو یقینی بنایا جائے اور ترقیاتی منصوبوں پر عملدرآمد تیز کیا جائے۔ اجلاس میں تعلیم، صحت، پانی اور بجلی کی فراہمی سے متعلق امور پر تفصیلی غور کیا گیا اور اس بات پر زور دیا گیا کہ عوامی مفاد کے منصوبوں کو ترجیحی بنیادوں پر مکمل کیا جائے۔ مقررین نے کہا کہ صوبے کی ترقی اور خوشحالی کے لیے تمام سیاسی جماعتوں کو مل کر کام کرنا ہوگا۔ کوئٹہ بلوچستان کے مختلف علاقوں میں عوام کو درپیش مسائل کے حل کے لیے حکومت اور متعلقہ اداروں کو فوری اقدامات کرنے چاہییں۔ شہریوں نے مطالبہ کیا ہے کہ بنیادی سہولیات کی فراہمی کو یقینی بنایا جائے اور ترقیاتی منصوبوں پر عملدرآمد تیز کیا جائے۔ اجلاس میں تعلیم، صحت، پانی اور بجلی کی فراہمی سے متعلق امور پر تفصیلی غور کیا گیا اور اس بات پر زور دیا گیا کہ عوامی مفاد کے منصوبوں کو ترجیحی بنیادوں پر مکمل کیا جائے۔ مقررین نے کہا کہ صوبے کی ترقی اور خوشحالی کے لیے تمام سیاسی جماعتوں کو مل کر کام کرنا ہوگا۔	[263, 60, 368, 344]
lost-notice-heading: تلاش گمشدہ	[34, 119, 140, 143]
notice-number: 36	[268, 970, 295, 986]
notice-tag: آزادی	[446, 2212, 476, 2226]
notice-tag: آزادی	[446, 1902, 476, 1916]
notice-tag: آزادی	[333, 40, 363, 54]
arrow-left-icon: ←	[755, 659, 767, 676]
notice-body: کوئٹہ بلوچستان کے مختلف علاقوں میں عوام کو درپیش مسائل کے حل کے لیے حکومت اور متعلقہ اداروں کو فوری اقدامات کرنے چاہییں۔ شہریوں نے مطالبہ کیا ہے کہ بنیادی سہولیات کی فراہمی کو یقینی بنایا جائے اور ترقیاتی منصوبوں پر عملدرآمد تیز کیا جائے۔ اجلاس میں تعلیم، صحت، پانی اور بجلی کی فراہمی سے متعلق امور پر تفصیلی غور کیا گیا اور اس بات پر زور دیا گیا کہ عوامی مفاد کے منصوبوں کو ترجیحی بنیادوں پر مکمل کیا جائے۔ مقررین نے کہا کہ صوبے کی ترقی اور خوشحالی کے لیے تمام سیاسی جماعتوں کو مل کر کام کرنا ہوگا۔ کوئٹہ بلوچستان کے مختلف علاقوں میں عوام کو درپیش مسائل کے حل کے لیے حکومت اور متعلقہ اداروں کو فوری اقدامات کرنے چاہییں۔ شہریوں نے مطالبہ کیا ہے کہ بنیادی سہولیات کی فراہمی کو یقینی بنایا جائے اور ترقیاتی منصوبوں پر عملدرآمد تیز کیا جائے۔ اجلاس میں تعلیم، صحت، پانی اور بجلی کی فراہمی سے متعلق امور پر تفصیلی غور کیا گیا اور اس بات پر زور دیا گیا کہ عوامی مفاد کے منصوبوں کو ترجیحی بنیادوں پر مکمل کیا جائے۔ مقررین نے کہا کہ صوبے کی ترقی اور خوشحالی کے لیے تمام سیاسی جماعتوں کو مل کر کام کرنا ہوگا۔	[375, 2232, 481, 2516]
notice-number: 30	[380, 1590, 407, 1606]
notice-header	[601, 1410, 707, 1430]
notice-number: 4	[831, 1412, 849, 1428]
arrow-left-icon: ←	[867, 1411, 879, 1428]
lost-notice-text: عوام الناس مطلع رہیں کہ میرا اصل شناختی کارڈ نمبر 5440118652155 گم ہو گیا ہے۔ ملنے والا House No.F26 پر پہنچا دے۔	[37, 259, 137, 304]
notice-body: کوئٹہ بلوچستان کے مختلف علاقوں میں عوام کو درپیش مسائل کے حل کے لیے حکومت اور متعلقہ اداروں کو فوری اقدامات کرنے چاہییں۔ شہریوں نے مطالبہ کیا ہے کہ بنیادی سہولیات کی فراہمی کو یقینی بنایا جائے اور ترقیاتی منصوبوں پر عملدرآمد تیز کیا جائے۔ اجلاس میں تعلیم، صحت، پانی اور بجلی کی فراہمی سے متعلق امور پر تفصیلی غور کیا گیا اور اس بات پر زور دیا گیا کہ عوامی مفاد کے منصوبوں کو ترجیحی بنیادوں پر مکمل کیا جائے۔ مقررین نے کہا کہ صوبے کی ترقی اور خوشحالی کے لیے تمام سیاسی جماعتوں کو مل کر کام کرنا ہوگا۔ کوئٹہ بلوچستان کے مختلف علاقوں میں عوام کو درپیش مسائل کے حل کے لیے حکومت اور متعلقہ اداروں کو فوری اقدامات کرنے چاہییں۔ شہریوں نے مطالبہ کیا ہے کہ بنیادی سہولیات کی فراہمی کو یقینی بنایا جائے اور ترقیاتی منصوبوں پر عملدرآمد تیز کیا جائے۔ اجلاس میں تعلیم، صحت، پانی اور بجلی کی فراہمی سے متعلق امور پر تفصیلی غور کیا گیا اور اس بات پر زور دیا گیا کہ عوامی مفاد کے منصوبوں کو ترجیحی بنیادوں پر مکمل کیا جائے۔ مقررین نے کہا کہ صوبے کی ترقی اور خوشحالی کے لیے تمام سیاسی جماعتوں کو مل کر کام کرنا ہوگا۔	[714, 680, 819, 964]
notice-tag: آزادی	[672, 498, 702, 512]
arrow-left-icon: ←	[194, 935, 207, 952]
notice-tag: آزادی	[221, 937, 251, 951]
notice-tag: آزادی	[333, 661, 363, 675]
notice-number: 41	[153, 936, 180, 952]
divider	[34, 190, 140, 191]
notice-number: 14	[606, 39, 633, 55]
classifieds-brand: مختصر اشتہارات	[33, 36, 141, 114]
notice-header	[375, 658, 481, 678]
arrow-left-icon: ←	[420, 1280, 433, 1297]
notice-header	[714, 37, 819, 57]
notice-header	[263, 658, 368, 678]
notice-header	[263, 37, 368, 57]
notice-tag: آزادی	[896, 955, 926, 969]
notice-tag: آزادی	[784, 40, 814, 54]
notice-number: 17	[606, 1412, 633, 1428]
notice-header	[601, 495, 707, 515]
notice-body: کوئٹہ بلوچستان کے مختلف علاقوں میں عوام کو درپیش مسائل کے حل کے لیے حکومت اور متعلقہ اداروں کو فوری اقدامات کرنے چاہییں۔ شہریوں نے مطالبہ کیا ہے کہ بنیادی سہولیات کی فراہمی کو یقینی بنایا جائے اور ترقیاتی منصوبوں پر عملدرآمد تیز کیا جائے۔ اجلاس میں تعلیم، صحت، پانی اور بجلی کی فراہمی سے متعلق امور پر تفصیلی غور کیا گیا اور اس بات پر زور دیا گیا کہ عوامی مفاد کے منصوبوں کو ترجیحی بنیادوں پر مکمل کیا جائے۔ مقررین نے کہا کہ صوبے کی ترقی اور خوشحالی کے لیے تمام سیاسی جماعتوں کو مل کر کام کرنا ہوگا۔ کوئٹہ بلوچستان کے مختلف علاقوں میں عوام کو درپیش مسائل کے حل کے لیے حکومت اور متعلقہ اداروں کو فوری اقدامات کرنے چاہییں۔ شہریوں نے مطالبہ کیا ہے کہ بنیادی سہولیات کی فراہمی کو یقینی بنایا جائے اور ترقیاتی منصوبوں پر عملدرآمد تیز کیا جائے۔ اجلاس میں تعلیم، صحت، پانی اور بجلی کی فراہمی سے متعلق امور پر تفصیلی غور کیا گیا اور اس بات پر زور دیا گیا کہ عوامی مفاد کے منصوبوں کو ترجیحی بنیادوں پر مکمل کیا جائے۔ مقررین نے کہا کہ صوبے کی ترقی اور خوشحالی کے لیے تمام سیاسی جماعتوں کو مل کر کام کرنا ہوگا۔	[714, 990, 819, 1274]
notice-header	[488, 1588, 594, 1608]
notice-tag: آزادی	[333, 350, 363, 364]
arrow-left-icon: ←	[646, 954, 659, 971]
notice-tag: آزادی	[446, 971, 476, 985]
notice-tag: آزادی	[896, 1413, 926, 1427]
notice-tag: آزادی	[784, 1902, 814, 1916]
notice-tag: آزادی	[559, 971, 589, 985]
notice-number: 21	[493, 660, 520, 676]
arrow-left-icon: ←	[420, 969, 433, 986]
notice-body: کوئٹہ بلوچستان کے مختلف علاقوں میں عوام کو درپیش مسائل کے حل کے لیے حکومت اور متعلقہ اداروں کو فوری اقدامات کرنے چاہییں۔ شہریوں نے مطالبہ کیا ہے کہ بنیادی سہولیات کی فراہمی کو یقینی بنایا جائے اور ترقیاتی منصوبوں پر عملدرآمد تیز کیا جائے۔ اجلاس میں تعلیم، صحت، پانی اور بجلی کی فراہمی سے متعلق امور پر تفصیلی غور کیا گیا اور اس بات پر زور دیا گیا کہ عوامی مفاد کے منصوبوں کو ترجیحی بنیادوں پر مکمل کیا جائے۔ مقررین نے کہا کہ صوبے کی ترقی اور خوشحالی کے لیے تمام سیاسی جماعتوں کو مل کر کام کرنا ہوگا۔ کوئٹہ بلوچستان کے مختلف علاقوں میں عوام کو درپیش مسائل کے حل کے لیے حکومت اور متعلقہ اداروں کو فوری اقدامات کرنے چاہییں۔ شہریوں نے مطالبہ کیا ہے کہ بنیادی سہولیات کی فراہمی کو یقینی بنایا جائے اور ترقیاتی منصوبوں پر عملدرآمد تیز کیا جائے۔ اجلاس میں تعلیم، صحت، پانی اور بجلی کی فراہمی سے متعلق امور پر تفصیلی غور کیا گیا اور اس بات پر زور دیا گیا کہ عوامی مفاد کے منصوبوں کو ترجیحی بنیادوں پر مکمل کیا جائے۔ مقررین نے کہا کہ صوبے کی ترقی اور خوشحالی کے لیے تمام سیاسی جماعتوں کو مل کر کام کرنا ہوگا۔ کوئٹہ بلوچستان کے مختلف علاقوں میں عوام کو درپیش مسائل کے حل کے لیے حکومت اور متعلقہ اداروں کو فوری اقدامات کرنے چاہییں۔ شہریوں نے مطالبہ کیا ہے کہ بنیادی سہولیات کی فراہمی کو یقینی بنایا جائے اور ترقیاتی منصوبوں پر عملدرآمد تیز کیا جائے۔ اجلاس میں تعلیم، صحت، پانی اور بجلی کی فراہمی سے متعلق امور پر تفصیلی غور کیا گیا اور اس بات پر زور دیا گیا کہ عوامی مفاد کے منصوبوں کو ترجیحی بنیادوں پر مکمل کیا جائے۔ مقررین نے کہا کہ صوبے کی ترقی اور خوشحالی کے لیے تمام سیاسی جماعتوں کو مل کر کام کرنا ہوگا۔	[148, 956, 256, 1378]
notice-tag: آزادی	[784, 1591, 814, 1605]
notice-body: کوئٹہ بلوچستان کے مختلف علاقوں میں عوام کو درپیش مسائل کے حل کے لیے حکومت اور متعلقہ اداروں کو فوری اقدامات کرنے چاہییں۔ شہریوں نے مطالبہ کیا ہے کہ بنیادی سہولیات کی فراہمی کو یقینی بنایا جائے اور ترقیاتی منصوبوں پر عملدرآمد تیز کیا جائے۔ اجلاس میں تعلیم، صحت، پانی اور بجلی کی فراہمی سے متعلق امور پر تفصیلی غور کیا گیا اور اس بات پر زور دیا گیا کہ عوامی مفاد کے منصوبوں کو ترجیحی بنیادوں پر مکمل کیا جائے۔ مقررین نے کہا کہ صوبے کی ترقی اور خوشحالی کے لیے تمام سیاسی جماعتوں کو مل کر کام کرنا ہوگا۔ کوئٹہ بلوچستان کے مختلف علاقوں میں عوام کو درپیش مسائل کے حل کے لیے حکومت اور متعلقہ اداروں کو فوری اقدامات کرنے چاہییں۔ شہریوں نے مطالبہ کیا ہے کہ بنیادی سہولیات کی فراہمی کو یقینی بنایا جائے اور ترقیاتی منصوبوں پر عملدرآمد تیز کیا جائے۔ اجلاس میں تعلیم، صحت، پانی اور بجلی کی فراہمی سے متعلق امور پر تفصیلی غور کیا گیا اور اس بات پر زور دیا گیا کہ عوامی مفاد کے منصوبوں کو ترجیحی بنیادوں پر مکمل کیا جائے۔ مقررین نے کہا کہ صوبے کی ترقی اور خوشحالی کے لیے تمام سیاسی جماعتوں کو مل کر کام کرنا ہوگا۔ کوئٹہ بلوچستان کے مختلف علاقوں میں عوام کو درپیش مسائل کے حل کے لیے حکومت اور متعلقہ اداروں کو فوری اقدامات کرنے چاہییں۔ شہریوں نے مطالبہ کیا ہے کہ بنیادی سہولیات کی فراہمی کو یقینی بنایا جائے اور ترقیاتی منصوبوں پر عملدرآمد تیز کیا جائے۔ اجلاس میں تعلیم، صحت، پانی اور بجلی کی فراہمی سے متعلق امور پر تفصیلی غور کیا گیا اور اس بات پر زور دیا گیا کہ عوامی مفاد کے منصوبوں کو ترجیحی بنیادوں پر مکمل کیا جائے۔ مقررین نے کہا کہ صوبے کی ترقی اور خوشحالی کے لیے تمام سیاسی جماعتوں کو مل کر کام کرنا ہوگا۔	[33, 784, 141, 1206]
arrow-left-icon: ←	[308, 349, 320, 366]
notice-tag: آزادی	[559, 1281, 589, 1295]
arrow-left-icon: ←	[420, 1900, 433, 1917]
notice-tag: آزادی	[559, 40, 589, 54]
notice-number: 23	[493, 1280, 520, 1296]
notice-body: کوئٹہ بلوچستان کے مختلف علاقوں میں عوام کو درپیش مسائل کے حل کے لیے حکومت اور متعلقہ اداروں کو فوری اقدامات کرنے چاہییں۔ شہریوں نے مطالبہ کیا ہے کہ بنیادی سہولیات کی فراہمی کو یقینی بنایا جائے اور ترقیاتی منصوبوں پر عملدرآمد تیز کیا جائے۔ اجلاس میں تعلیم، صحت، پانی اور بجلی کی فراہمی سے متعلق امور پر تفصیلی غور کیا گیا اور اس بات پر زور دیا گیا کہ عوامی مفاد کے منصوبوں کو ترجیحی بنیادوں پر مکمل کیا جائے۔ مقررین نے کہا کہ صوبے کی ترقی اور خوشحالی کے لیے تمام سیاسی جماعتوں کو مل کر کام کرنا ہوگا۔ کوئٹہ بلوچستان کے مختلف علاقوں میں عوام کو درپیش مسائل کے حل کے لیے حکومت اور متعلقہ اداروں کو فوری اقدامات کرنے چاہییں۔ شہریوں نے مطالبہ کیا ہے کہ بنیادی سہولیات کی فراہمی کو یقینی بنایا جائے اور ترقیاتی منصوبوں پر عملدرآمد تیز کیا جائے۔ اجلاس میں تعلیم، صحت، پانی اور بجلی کی فراہمی سے متعلق امور پر تفصیلی غور کیا گیا اور اس بات پر زور دیا گیا کہ عوامی مفاد کے منصوبوں کو ترجیحی بنیادوں پر مکمل کیا جائے۔ مقررین نے کہا کہ صوبے کی ترقی اور خوشحالی کے لیے تمام سیاسی جماعتوں کو مل کر کام کرنا ہوگا۔ کوئٹہ بلوچستان کے مختلف علاقوں میں عوام کو درپیش مسائل کے حل کے لیے حکومت اور متعلقہ اداروں کو فوری اقدامات کرنے چاہییں۔ شہریوں نے مطالبہ کیا ہے کہ بنیادی سہولیات کی فراہمی کو یقینی بنایا جائے اور ترقیاتی منصوبوں پر عملدرآمد تیز کیا جائے۔ اجلاس میں تعلیم، صحت، پانی اور بجلی کی فراہمی سے متعلق امور پر تفصیلی غور کیا گیا اور اس بات پر زور دیا گیا کہ عوامی مفاد کے منصوبوں کو ترجیحی بنیادوں پر مکمل کیا جائے۔ مقررین نے کہا کہ صوبے کی ترقی اور خوشحالی کے لیے تمام سیاسی جماعتوں کو مل کر کام کرنا ہوگا۔	[148, 1405, 256, 1827]
notice-number: 7	[719, 349, 737, 365]
notice-body: کوئٹہ بلوچستان کے مختلف علاقوں میں عوام کو درپیش مسائل کے حل کے لیے حکومت اور متعلقہ اداروں کو فوری اقدامات کرنے چاہییں۔ شہریوں نے مطالبہ کیا ہے کہ بنیادی سہولیات کی فراہمی کو یقینی بنایا جائے اور ترقیاتی منصوبوں پر عملدرآمد تیز کیا جائے۔ اجلاس میں تعلیم، صحت، پانی اور بجلی کی فراہمی سے متعلق امور پر تفصیلی غور کیا گیا اور اس بات پر زور دیا گیا کہ عوامی مفاد کے منصوبوں کو ترجیحی بنیادوں پر مکمل کیا جائے۔ مقررین نے کہا کہ صوبے کی ترقی اور خوشحالی کے لیے تمام سیاسی جماعتوں کو مل کر کام کرنا ہوگا۔ کوئٹہ بلوچستان کے مختلف علاقوں میں عوام کو درپیش مسائل کے حل کے لیے حکومت اور متعلقہ اداروں کو فوری اقدامات کرنے چاہییں۔ شہریوں نے مطالبہ کیا ہے کہ بنیادی سہولیات کی فراہمی کو یقینی بنایا جائے اور ترقیاتی منصوبوں پر عملدرآمد تیز کیا جائے۔ اجلاس میں تعلیم، صحت، پانی اور بجلی کی فراہمی سے متعلق امور پر تفصیلی غور کیا گیا اور اس بات پر زور دیا گیا کہ عوامی مفاد کے منصوبوں کو ترجیحی بنیادوں پر مکمل کیا جائے۔ مقررین نے کہا کہ صوبے کی ترقی اور خوشحالی کے لیے تمام سیاسی جماعتوں کو مل کر کام کرنا ہوگا۔	[714, 1611, 819, 1895]
notice-body: کوئٹہ بلوچستان کے مختلف علاقوں میں عوام کو درپیش مسائل کے حل کے لیے حکومت اور متعلقہ اداروں کو فوری اقدامات کرنے چاہییں۔ شہریوں نے مطالبہ کیا ہے کہ بنیادی سہولیات کی فراہمی کو یقینی بنایا جائے اور ترقیاتی منصوبوں پر عملدرآمد تیز کیا جائے۔ اجلاس میں تعلیم، صحت، پانی اور بجلی کی فراہمی سے متعلق امور پر تفصیلی غور کیا گیا اور اس بات پر زور دیا گیا کہ عوامی مفاد کے منصوبوں کو ترجیحی بنیادوں پر مکمل کیا جائے۔ مقررین نے کہا کہ صوبے کی ترقی اور خوشحالی کے لیے تمام سیاسی جماعتوں کو مل کر کام کرنا ہوگا۔ کوئٹہ بلوچستان کے مختلف علاقوں میں عوام کو درپیش مسائل کے حل کے لیے حکومت اور متعلقہ اداروں کو فوری اقدامات کرنے چاہییں۔ شہریوں نے مطالبہ کیا ہے کہ بنیادی سہولیات کی فراہمی کو یقینی بنایا جائے اور ترقیاتی منصوبوں پر عملدرآمد تیز کیا جائے۔ اجلاس میں تعلیم، صحت، پانی اور بجلی کی فراہمی سے متعلق امور پر تفصیلی غور کیا گیا اور اس بات پر زور دیا گیا کہ عوامی مفاد کے منصوبوں کو ترجیحی بنیادوں پر مکمل کیا جائے۔ مقررین نے کہا کہ صوبے کی ترقی اور خوشحالی کے لیے تمام سیاسی جماعتوں کو مل کر کام کرنا ہوگا۔ کوئٹہ بلوچستان کے مختلف علاقوں میں عوام کو درپیش مسائل کے حل کے لیے حکومت اور متعلقہ اداروں کو فوری اقدامات کرنے چاہییں۔ شہریوں نے مطالبہ کیا ہے کہ بنیادی سہولیات کی فراہمی کو یقینی بنایا جائے اور ترقیاتی منصوبوں پر عملدرآمد تیز کیا جائے۔ اجلاس میں تعلیم، صحت، پانی اور بجلی کی فراہمی سے متعلق امور پر تفصیلی غور کیا گیا اور اس بات پر زور دیا گیا کہ عوامی مفاد کے منصوبوں کو ترجیحی بنیادوں پر مکمل کیا جائے۔ مقررین نے کہا کہ صوبے کی ترقی اور خوشحالی کے لیے تمام سیاسی جماعتوں کو مل کر کام کرنا ہوگا۔	[148, 1853, 256, 2275]
arrow-left-icon: ←	[79, 314, 92, 331]
column-7	[145, 34, 260, 2275]
arrow-left-icon: ←	[194, 487, 207, 504]
notice-tag: آزادی	[672, 40, 702, 54]
divider	[34, 251, 140, 252]
notice-number: 24	[493, 1590, 520, 1606]
notice-tag: آزادی	[106, 764, 136, 778]
arrow-left-icon: ←	[420, 349, 433, 366]
notice-number: 19	[493, 39, 520, 55]
notice-header	[33, 313, 141, 333]
notice-body: کوئٹہ بلوچستان کے مختلف علاقوں میں عوام کو درپیش مسائل کے حل کے لیے حکومت اور متعلقہ اداروں کو فوری اقدامات کرنے چاہییں۔ شہریوں نے مطالبہ کیا ہے کہ بنیادی سہولیات کی فراہمی کو یقینی بنایا جائے اور ترقیاتی منصوبوں پر عملدرآمد تیز کیا جائے۔ اجلاس میں تعلیم، صحت، پانی اور بجلی کی فراہمی سے متعلق امور پر تفصیلی غور کیا گیا اور اس بات پر زور دیا گیا کہ عوامی مفاد کے منصوبوں کو ترجیحی بنیادوں پر مکمل کیا جائے۔ مقررین نے کہا کہ صوبے کی ترقی اور خوشحالی کے لیے تمام سیاسی جماعتوں کو مل کر کام کرنا ہوگا۔ کوئٹہ بلوچستان کے مختلف علاقوں میں عوام کو درپیش مسائل کے حل کے لیے حکومت اور متعلقہ اداروں کو فوری اقدامات کرنے چاہییں۔ شہریوں نے مطالبہ کیا ہے کہ بنیادی سہولیات کی فراہمی کو یقینی بنایا جائے اور ترقیاتی منصوبوں پر عملدرآمد تیز کیا جائے۔ اجلاس میں تعلیم، صحت، پانی اور بجلی کی فراہمی سے متعلق امور پر تفصیلی غور کیا گیا اور اس بات پر زور دیا گیا کہ عوامی مفاد کے منصوبوں کو ترجیحی بنیادوں پر مکمل کیا جائے۔ مقررین نے کہا کہ صوبے کی ترقی اور خوشحالی کے لیے تمام سیاسی جماعتوں کو مل کر کام کرنا ہوگا۔	[714, 60, 819, 344]
notice-body: کوئٹہ بلوچستان کے مختلف علاقوں میں عوام کو درپیش مسائل کے حل کے لیے حکومت اور متعلقہ اداروں کو فوری اقدامات کرنے چاہییں۔ شہریوں نے مطالبہ کیا ہے کہ بنیادی سہولیات کی فراہمی کو یقینی بنایا جائے اور ترقیاتی منصوبوں پر عملدرآمد تیز کیا جائے۔ اجلاس میں تعلیم، صحت، پانی اور بجلی کی فراہمی سے متعلق امور پر تفصیلی غور کیا گیا اور اس بات پر زور دیا گیا کہ عوامی مفاد کے منصوبوں کو ترجیحی بنیادوں پر مکمل کیا جائے۔ مقررین نے کہا کہ صوبے کی ترقی اور خوشحالی کے لیے تمام سیاسی جماعتوں کو مل کر کام کرنا ہوگا۔ کوئٹہ بلوچستان کے مختلف علاقوں میں عوام کو درپیش مسائل کے حل کے لیے حکومت اور متعلقہ اداروں کو فوری اقدامات کرنے چاہییں۔ شہریوں نے مطالبہ کیا ہے کہ بنیادی سہولیات کی فراہمی کو یقینی بنایا جائے اور ترقیاتی منصوبوں پر عملدرآمد تیز کیا جائے۔ اجلاس میں تعلیم، صحت، پانی اور بجلی کی فراہمی سے متعلق امور پر تفصیلی غور کیا گیا اور اس بات پر زور دیا گیا کہ عوامی مفاد کے منصوبوں کو ترجیحی بنیادوں پر مکمل کیا جائے۔ مقررین نے کہا کہ صوبے کی ترقی اور خوشحالی کے لیے تمام سیاسی جماعتوں کو مل کر کام کرنا ہوگا۔	[375, 1301, 481, 1585]
notice-header	[375, 2209, 481, 2229]
notice-body: کوئٹہ بلوچستان کے مختلف علاقوں میں عوام کو درپیش مسائل کے حل کے لیے حکومت اور متعلقہ اداروں کو فوری اقدامات کرنے چاہییں۔ شہریوں نے مطالبہ کیا ہے کہ بنیادی سہولیات کی فراہمی کو یقینی بنایا جائے اور ترقیاتی منصوبوں پر عملدرآمد تیز کیا جائے۔ اجلاس میں تعلیم، صحت، پانی اور بجلی کی فراہمی سے متعلق امور پر تفصیلی غور کیا گیا اور اس بات پر زور دیا گیا کہ عوامی مفاد کے منصوبوں کو ترجیحی بنیادوں پر مکمل کیا جائے۔ مقررین نے کہا کہ صوبے کی ترقی اور خوشحالی کے لیے تمام سیاسی جماعتوں کو مل کر کام کرنا ہوگا۔ کوئٹہ بلوچستان کے مختلف علاقوں میں عوام کو درپیش مسائل کے حل کے لیے حکومت اور متعلقہ اداروں کو فوری اقدامات کرنے چاہییں۔ شہریوں نے مطالبہ کیا ہے کہ بنیادی سہولیات کی فراہمی کو یقینی بنایا جائے اور ترقیاتی منصوبوں پر عملدرآمد تیز کیا جائے۔ اجلاس میں تعلیم، صحت، پانی اور بجلی کی فراہمی سے متعلق امور پر تفصیلی غور کیا گیا اور اس بات پر زور دیا گیا کہ عوامی مفاد کے منصوبوں کو ترجیحی بنیادوں پر مکمل کیا جائے۔ مقررین نے کہا کہ صوبے کی ترقی اور خوشحالی کے لیے تمام سیاسی جماعتوں کو مل کر کام کرنا ہوگا۔ کوئٹہ بلوچستان کے مختلف علاقوں میں عوام کو درپیش مسائل کے حل کے لیے حکومت اور متعلقہ اداروں کو فوری اقدامات کرنے چاہییں۔ شہریوں نے مطالبہ کیا ہے کہ بنیادی سہولیات کی فراہمی کو یقینی بنایا جائے اور ترقیاتی منصوبوں پر عملدرآمد تیز کیا جائے۔ اجلاس میں تعلیم، صحت، پانی اور بجلی کی فراہمی سے متعلق امور پر تفصیلی غور کیا گیا اور اس بات پر زور دیا گیا کہ عوامی مفاد کے منصوبوں کو ترجیحی بنیادوں پر مکمل کیا جائے۔ مقررین نے کہا کہ صوبے کی ترقی اور خوشحالی کے لیے تمام سیاسی جماعتوں کو مل کر کام کرنا ہوگا۔	[148, 60, 256, 482]
arrow-left-icon: ←	[308, 1280, 320, 1297]
arrow-left-icon: ←	[867, 954, 879, 971]
notice-header	[826, 1867, 931, 1887]
notice-number: 18	[606, 1869, 633, 1885]
notice-number: 5	[831, 1869, 849, 1885]
notice-number: 33	[268, 39, 295, 55]
notice-number: 35	[268, 660, 295, 676]
notice-header	[601, 37, 707, 57]
notice-body: کوئٹہ بلوچستان کے مختلف علاقوں میں عوام کو درپیش مسائل کے حل کے لیے حکومت اور متعلقہ اداروں کو فوری اقدامات کرنے چاہییں۔ شہریوں نے مطالبہ کیا ہے کہ بنیادی سہولیات کی فراہمی کو یقینی بنایا جائے اور ترقیاتی منصوبوں پر عملدرآمد تیز کیا جائے۔ اجلاس میں تعلیم، صحت، پانی اور بجلی کی فراہمی سے متعلق امور پر تفصیلی غور کیا گیا اور اس بات پر زور دیا گیا کہ عوامی مفاد کے منصوبوں کو ترجیحی بنیادوں پر مکمل کیا جائے۔ مقررین نے کہا کہ صوبے کی ترقی اور خوشحالی کے لیے تمام سیاسی جماعتوں کو مل کر کام کرنا ہوگا۔ کوئٹہ بلوچستان کے مختلف علاقوں میں عوام کو درپیش مسائل کے حل کے لیے حکومت اور متعلقہ اداروں کو فوری اقدامات کرنے چاہییں۔ شہریوں نے مطالبہ کیا ہے کہ بنیادی سہولیات کی فراہمی کو یقینی بنایا جائے اور ترقیاتی منصوبوں پر عملدرآمد تیز کیا جائے۔ اجلاس میں تعلیم، صحت، پانی اور بجلی کی فراہمی سے متعلق امور پر تفصیلی غور کیا گیا اور اس بات پر زور دیا گیا کہ عوامی مفاد کے منصوبوں کو ترجیحی بنیادوں پر مکمل کیا جائے۔ مقررین نے کہا کہ صوبے کی ترقی اور خوشحالی کے لیے تمام سیاسی جماعتوں کو مل کر کام کرنا ہوگا۔ کوئٹہ بلوچستان کے مختلف علاقوں میں عوام کو درپیش مسائل کے حل کے لیے حکومت اور متعلقہ اداروں کو فوری اقدامات کرنے چاہییں۔ شہریوں نے مطالبہ کیا ہے کہ بنیادی سہولیات کی فراہمی کو یقینی بنایا جائے اور ترقیاتی منصوبوں پر عملدرآمد تیز کیا جائے۔ اجلاس میں تعلیم، صحت، پانی اور بجلی کی فراہمی سے متعلق امور پر تفصیلی غور کیا گیا اور اس بات پر زور دیا گیا کہ عوامی مفاد کے منصوبوں کو ترجیحی بنیادوں پر مکمل کیا جائے۔ مقررین نے کہا کہ صوبے کی ترقی اور خوشحالی کے لیے تمام سیاسی جماعتوں کو مل کر کام کرنا ہوگا۔	[33, 335, 141, 757]
notice-tag: آزادی	[896, 40, 926, 54]
notice-number: 1	[831, 39, 849, 55]
notice-number: 25	[380, 39, 407, 55]
notice-number: 15	[606, 497, 633, 513]
notice-number: 43	[153, 1832, 180, 1848]
notice-tag: آزادی	[333, 971, 363, 985]
notice-body: کوئٹہ بلوچستان کے مختلف علاقوں میں عوام کو درپیش مسائل کے حل کے لیے حکومت اور متعلقہ اداروں کو فوری اقدامات کرنے چاہییں۔ شہریوں نے مطالبہ کیا ہے کہ بنیادی سہولیات کی فراہمی کو یقینی بنایا جائے اور ترقیاتی منصوبوں پر عملدرآمد تیز کیا جائے۔ اجلاس میں تعلیم، صحت، پانی اور بجلی کی فراہمی سے متعلق امور پر تفصیلی غور کیا گیا اور اس بات پر زور دیا گیا کہ عوامی مفاد کے منصوبوں کو ترجیحی بنیادوں پر مکمل کیا جائے۔ مقررین نے کہا کہ صوبے کی ترقی اور خوشحالی کے لیے تمام سیاسی جماعتوں کو مل کر کام کرنا ہوگا۔ کوئٹہ بلوچستان کے مختلف علاقوں میں عوام کو درپیش مسائل کے حل کے لیے حکومت اور متعلقہ اداروں کو فوری اقدامات کرنے چاہییں۔ شہریوں نے مطالبہ کیا ہے کہ بنیادی سہولیات کی فراہمی کو یقینی بنایا جائے اور ترقیاتی منصوبوں پر عملدرآمد تیز کیا جائے۔ اجلاس میں تعلیم، صحت، پانی اور بجلی کی فراہمی سے متعلق امور پر تفصیلی غور کیا گیا اور اس بات پر زور دیا گیا کہ عوامی مفاد کے منصوبوں کو ترجیحی بنیادوں پر مکمل کیا جائے۔ مقررین نے کہا کہ صوبے کی ترقی اور خوشحالی کے لیے تمام سیاسی جماعتوں کو مل کر کام کرنا ہوگا۔ کوئٹہ بلوچستان کے مختلف علاقوں میں عوام کو درپیش مسائل کے حل کے لیے حکومت اور متعلقہ اداروں کو فوری اقدامات کرنے چاہییں۔ شہریوں نے مطالبہ کیا ہے کہ بنیادی سہولیات کی فراہمی کو یقینی بنایا جائے اور ترقیاتی منصوبوں پر عملدرآمد تیز کیا جائے۔ اجلاس میں تعلیم، صحت، پانی اور بجلی کی فراہمی سے متعلق امور پر تفصیلی غور کیا گیا اور اس بات پر زور دیا گیا کہ عوامی مفاد کے منصوبوں کو ترجیحی بنیادوں پر مکمل کیا جائے۔ مقررین نے کہا کہ صوبے کی ترقی اور خوشحالی کے لیے تمام سیاسی جماعتوں کو مل کر کام کرنا ہوگا۔	[826, 60, 931, 491]
notice-header	[826, 37, 931, 57]
arrow-left-icon: ←	[759, 1590, 771, 1607]
notice-tag: آزادی	[446, 350, 476, 364]
notice-body: کوئٹہ بلوچستان کے مختلف علاقوں میں عوام کو درپیش مسائل کے حل کے لیے حکومت اور متعلقہ اداروں کو فوری اقدامات کرنے چاہییں۔ شہریوں نے مطالبہ کیا ہے کہ بنیادی سہولیات کی فراہمی کو یقینی بنایا جائے اور ترقیاتی منصوبوں پر عملدرآمد تیز کیا جائے۔ اجلاس میں تعلیم، صحت، پانی اور بجلی کی فراہمی سے متعلق امور پر تفصیلی غور کیا گیا اور اس بات پر زور دیا گیا کہ عوامی مفاد کے منصوبوں کو ترجیحی بنیادوں پر مکمل کیا جائے۔ مقررین نے کہا کہ صوبے کی ترقی اور خوشحالی کے لیے تمام سیاسی جماعتوں کو مل کر کام کرنا ہوگا۔ کوئٹہ بلوچستان کے مختلف علاقوں میں عوام کو درپیش مسائل کے حل کے لیے حکومت اور متعلقہ اداروں کو فوری اقدامات کرنے چاہییں۔ شہریوں نے مطالبہ کیا ہے کہ بنیادی سہولیات کی فراہمی کو یقینی بنایا جائے اور ترقیاتی منصوبوں پر عملدرآمد تیز کیا جائے۔ اجلاس میں تعلیم، صحت، پانی اور بجلی کی فراہمی سے متعلق امور پر تفصیلی غور کیا گیا اور اس بات پر زور دیا گیا کہ عوامی مفاد کے منصوبوں کو ترجیحی بنیادوں پر مکمل کیا جائے۔ مقررین نے کہا کہ صوبے کی ترقی اور خوشحالی کے لیے تمام سیاسی جماعتوں کو مل کر کام کرنا ہوگا۔ کوئٹہ بلوچستان کے مختلف علاقوں میں عوام کو درپیش مسائل کے حل کے لیے حکومت اور متعلقہ اداروں کو فوری اقدامات کرنے چاہییں۔ شہریوں نے مطالبہ کیا ہے کہ بنیادی سہولیات کی فراہمی کو یقینی بنایا جائے اور ترقیاتی منصوبوں پر عملدرآمد تیز کیا جائے۔ اجلاس میں تعلیم، صحت، پانی اور بجلی کی فراہمی سے متعلق امور پر تفصیلی غور کیا گیا اور اس بات پر زور دیا گیا کہ عوامی مفاد کے منصوبوں کو ترجیحی بنیادوں پر مکمل کیا جائے۔ مقررین نے کہا کہ صوبے کی ترقی اور خوشحالی کے لیے تمام سیاسی جماعتوں کو مل کر کام کرنا ہوگا۔	[826, 1432, 931, 1863]
notice-body: کوئٹہ بلوچستان کے مختلف علاقوں میں عوام کو درپیش مسائل کے حل کے لیے حکومت اور متعلقہ اداروں کو فوری اقدامات کرنے چاہییں۔ شہریوں نے مطالبہ کیا ہے کہ بنیادی سہولیات کی فراہمی کو یقینی بنایا جائے اور ترقیاتی منصوبوں پر عملدرآمد تیز کیا جائے۔ اجلاس میں تعلیم، صحت، پانی اور بجلی کی فراہمی سے متعلق امور پر تفصیلی غور کیا گیا اور اس بات پر زور دیا گیا کہ عوامی مفاد کے منصوبوں کو ترجیحی بنیادوں پر مکمل کیا جائے۔ مقررین نے کہا کہ صوبے کی ترقی اور خوشحالی کے لیے تمام سیاسی جماعتوں کو مل کر کام کرنا ہوگا۔ کوئٹہ بلوچستان کے مختلف علاقوں میں عوام کو درپیش مسائل کے حل کے لیے حکومت اور متعلقہ اداروں کو فوری اقدامات کرنے چاہییں۔ شہریوں نے مطالبہ کیا ہے کہ بنیادی سہولیات کی فراہمی کو یقینی بنایا جائے اور ترقیاتی منصوبوں پر عملدرآمد تیز کیا جائے۔ اجلاس میں تعلیم، صحت، پانی اور بجلی کی فراہمی سے متعلق امور پر تفصیلی غور کیا گیا اور اس بات پر زور دیا گیا کہ عوامی مفاد کے منصوبوں کو ترجیحی بنیادوں پر مکمل کیا جائے۔ مقررین نے کہا کہ صوبے کی ترقی اور خوشحالی کے لیے تمام سیاسی جماعتوں کو مل کر کام کرنا ہوگا۔ کوئٹہ بلوچستان کے مختلف علاقوں میں عوام کو درپیش مسائل کے حل کے لیے حکومت اور متعلقہ اداروں کو فوری اقدامات کرنے چاہییں۔ شہریوں نے مطالبہ کیا ہے کہ بنیادی سہولیات کی فراہمی کو یقینی بنایا جائے اور ترقیاتی منصوبوں پر عملدرآمد تیز کیا جائے۔ اجلاس میں تعلیم، صحت، پانی اور بجلی کی فراہمی سے متعلق امور پر تفصیلی غور کیا گیا اور اس بات پر زور دیا گیا کہ عوامی مفاد کے منصوبوں کو ترجیحی بنیادوں پر مکمل کیا جائے۔ مقررین نے کہا کہ صوبے کی ترقی اور خوشحالی کے لیے تمام سیاسی جماعتوں کو مل کر کام کرنا ہوگا۔	[601, 1890, 707, 2321]
notice-tag: آزادی	[106, 2109, 136, 2123]
notice-number: 22	[493, 970, 520, 986]
arrow-left-icon: ←	[533, 969, 546, 986]
arrow-left-icon: ←	[755, 969, 767, 986]
notice-header	[375, 347, 481, 367]
notice-body: کوئٹہ بلوچستان کے مختلف علاقوں میں عوام کو درپیش مسائل کے حل کے لیے حکومت اور متعلقہ اداروں کو فوری اقدامات کرنے چاہییں۔ شہریوں نے مطالبہ کیا ہے کہ بنیادی سہولیات کی فراہمی کو یقینی بنایا جائے اور ترقیاتی منصوبوں پر عملدرآمد تیز کیا جائے۔ اجلاس میں تعلیم، صحت، پانی اور بجلی کی فراہمی سے متعلق امور پر تفصیلی غور کیا گیا اور اس بات پر زور دیا گیا کہ عوامی مفاد کے منصوبوں کو ترجیحی بنیادوں پر مکمل کیا جائے۔ مقررین نے کہا کہ صوبے کی ترقی اور خوشحالی کے لیے تمام سیاسی جماعتوں کو مل کر کام کرنا ہوگا۔ کوئٹہ بلوچستان کے مختلف علاقوں میں عوام کو درپیش مسائل کے حل کے لیے حکومت اور متعلقہ اداروں کو فوری اقدامات کرنے چاہییں۔ شہریوں نے مطالبہ کیا ہے کہ بنیادی سہولیات کی فراہمی کو یقینی بنایا جائے اور ترقیاتی منصوبوں پر عملدرآمد تیز کیا جائے۔ اجلاس میں تعلیم، صحت، پانی اور بجلی کی فراہمی سے متعلق امور پر تفصیلی غور کیا گیا اور اس بات پر زور دیا گیا کہ عوامی مفاد کے منصوبوں کو ترجیحی بنیادوں پر مکمل کیا جائے۔ مقررین نے کہا کہ صوبے کی ترقی اور خوشحالی کے لیے تمام سیاسی جماعتوں کو مل کر کام کرنا ہوگا۔	[488, 680, 594, 964]
lost-notice-box	[33, 118, 141, 309]
notice-body: کوئٹہ بلوچستان کے مختلف علاقوں میں عوام کو درپیش مسائل کے حل کے لیے حکومت اور متعلقہ اداروں کو فوری اقدامات کرنے چاہییں۔ شہریوں نے مطالبہ کیا ہے کہ بنیادی سہولیات کی فراہمی کو یقینی بنایا جائے اور ترقیاتی منصوبوں پر عملدرآمد تیز کیا جائے۔ اجلاس میں تعلیم، صحت، پانی اور بجلی کی فراہمی سے متعلق امور پر تفصیلی غور کیا گیا اور اس بات پر زور دیا گیا کہ عوامی مفاد کے منصوبوں کو ترجیحی بنیادوں پر مکمل کیا جائے۔ مقررین نے کہا کہ صوبے کی ترقی اور خوشحالی کے لیے تمام سیاسی جماعتوں کو مل کر کام کرنا ہوگا۔ کوئٹہ بلوچستان کے مختلف علاقوں میں عوام کو درپیش مسائل کے حل کے لیے حکومت اور متعلقہ اداروں کو فوری اقدامات کرنے چاہییں۔ شہریوں نے مطالبہ کیا ہے کہ بنیادی سہولیات کی فراہمی کو یقینی بنایا جائے اور ترقیاتی منصوبوں پر عملدرآمد تیز کیا جائے۔ اجلاس میں تعلیم، صحت، پانی اور بجلی کی فراہمی سے متعلق امور پر تفصیلی غور کیا گیا اور اس بات پر زور دیا گیا کہ عوامی مفاد کے منصوبوں کو ترجیحی بنیادوں پر مکمل کیا جائے۔ مقررین نے کہا کہ صوبے کی ترقی اور خوشحالی کے لیے تمام سیاسی جماعتوں کو مل کر کام کرنا ہوگا۔	[488, 1301, 594, 1585]
notice-header	[33, 1658, 141, 1678]
notice-number: 32	[380, 2211, 407, 2227]
notice-header	[714, 2209, 819, 2229]
notice-number: 48	[38, 2108, 65, 2124]
notice-header	[148, 37, 256, 57]
notice-header	[375, 37, 481, 57]
arrow-left-icon: ←	[420, 2211, 433, 2228]
notice-number: 20	[493, 349, 520, 365]
arrow-left-icon: ←	[533, 1280, 546, 1297]
notice-body: کوئٹہ بلوچستان کے مختلف علاقوں میں عوام کو درپیش مسائل کے حل کے لیے حکومت اور متعلقہ اداروں کو فوری اقدامات کرنے چاہییں۔ شہریوں نے مطالبہ کیا ہے کہ بنیادی سہولیات کی فراہمی کو یقینی بنایا جائے اور ترقیاتی منصوبوں پر عملدرآمد تیز کیا جائے۔ اجلاس میں تعلیم، صحت، پانی اور بجلی کی فراہمی سے متعلق امور پر تفصیلی غور کیا گیا اور اس بات پر زور دیا گیا کہ عوامی مفاد کے منصوبوں کو ترجیحی بنیادوں پر مکمل کیا جائے۔ مقررین نے کہا کہ صوبے کی ترقی اور خوشحالی کے لیے تمام سیاسی جماعتوں کو مل کر کام کرنا ہوگا۔ کوئٹہ بلوچستان کے مختلف علاقوں میں عوام کو درپیش مسائل کے حل کے لیے حکومت اور متعلقہ اداروں کو فوری اقدامات کرنے چاہییں۔ شہریوں نے مطالبہ کیا ہے کہ بنیادی سہولیات کی فراہمی کو یقینی بنایا جائے اور ترقیاتی منصوبوں پر عملدرآمد تیز کیا جائے۔ اجلاس میں تعلیم، صحت، پانی اور بجلی کی فراہمی سے متعلق امور پر تفصیلی غور کیا گیا اور اس بات پر زور دیا گیا کہ عوامی مفاد کے منصوبوں کو ترجیحی بنیادوں پر مکمل کیا جائے۔ مقررین نے کہا کہ صوبے کی ترقی اور خوشحالی کے لیے تمام سیاسی جماعتوں کو مل کر کام کرنا ہوگا۔	[263, 1611, 368, 1895]
notice-number: 16	[606, 954, 633, 970]
masthead: روزنامہ آزادی (7) ہفتہ 14 جون 2025ء	[381, 9, 584, 23]
notice-body: کوئٹہ بلوچستان کے مختلف علاقوں میں عوام کو درپیش مسائل کے حل کے لیے حکومت اور متعلقہ اداروں کو فوری اقدامات کرنے چاہییں۔ شہریوں نے مطالبہ کیا ہے کہ بنیادی سہولیات کی فراہمی کو یقینی بنایا جائے اور ترقیاتی منصوبوں پر عملدرآمد تیز کیا جائے۔ اجلاس میں تعلیم، صحت، پانی اور بجلی کی فراہمی سے متعلق امور پر تفصیلی غور کیا گیا اور اس بات پر زور دیا گیا کہ عوامی مفاد کے منصوبوں کو ترجیحی بنیادوں پر مکمل کیا جائے۔ مقررین نے کہا کہ صوبے کی ترقی اور خوشحالی کے لیے تمام سیاسی جماعتوں کو مل کر کام کرنا ہوگا۔ کوئٹہ بلوچستان کے مختلف علاقوں میں عوام کو درپیش مسائل کے حل کے لیے حکومت اور متعلقہ اداروں کو فوری اقدامات کرنے چاہییں۔ شہریوں نے مطالبہ کیا ہے کہ بنیادی سہولیات کی فراہمی کو یقینی بنایا جائے اور ترقیاتی منصوبوں پر عملدرآمد تیز کیا جائے۔ اجلاس میں تعلیم، صحت، پانی اور بجلی کی فراہمی سے متعلق امور پر تفصیلی غور کیا گیا اور اس بات پر زور دیا گیا کہ عوامی مفاد کے منصوبوں کو ترجیحی بنیادوں پر مکمل کیا جائے۔ مقررین نے کہا کہ صوبے کی ترقی اور خوشحالی کے لیے تمام سیاسی جماعتوں کو مل کر کام کرنا ہوگا۔	[263, 1301, 368, 1585]
lost-notice-text: میرا قومی پاسپورٹ نمبر AA3077121 گم ہو گیا ہے جس کسی صاحب کو ملے تو مہربانی فرما کر اس پتے پر پہنچا دیں۔ پتہ: سنٹرل ماڈل سکول	[37, 198, 137, 243]
notice-body: کوئٹہ بلوچستان کے مختلف علاقوں میں عوام کو درپیش مسائل کے حل کے لیے حکومت اور متعلقہ اداروں کو فوری اقدامات کرنے چاہییں۔ شہریوں نے مطالبہ کیا ہے کہ بنیادی سہولیات کی فراہمی کو یقینی بنایا جائے اور ترقیاتی منصوبوں پر عملدرآمد تیز کیا جائے۔ اجلاس میں تعلیم، صحت، پانی اور بجلی کی فراہمی سے متعلق امور پر تفصیلی غور کیا گیا اور اس بات پر زور دیا گیا کہ عوامی مفاد کے منصوبوں کو ترجیحی بنیادوں پر مکمل کیا جائے۔ مقررین نے کہا کہ صوبے کی ترقی اور خوشحالی کے لیے تمام سیاسی جماعتوں کو مل کر کام کرنا ہوگا۔ کوئٹہ بلوچستان کے مختلف علاقوں میں عوام کو درپیش مسائل کے حل کے لیے حکومت اور متعلقہ اداروں کو فوری اقدامات کرنے چاہییں۔ شہریوں نے مطالبہ کیا ہے کہ بنیادی سہولیات کی فراہمی کو یقینی بنایا جائے اور ترقیاتی منصوبوں پر عملدرآمد تیز کیا جائے۔ اجلاس میں تعلیم، صحت، پانی اور بجلی کی فراہمی سے متعلق امور پر تفصیلی غور کیا گیا اور اس بات پر زور دیا گیا کہ عوامی مفاد کے منصوبوں کو ترجیحی بنیادوں پر مکمل کیا جائے۔ مقررین نے کہا کہ صوبے کی ترقی اور خوشحالی کے لیے تمام سیاسی جماعتوں کو مل کر کام کرنا ہوگا۔	[375, 680, 481, 964]
notice-body: کوئٹہ بلوچستان کے مختلف علاقوں میں عوام کو درپیش مسائل کے حل کے لیے حکومت اور متعلقہ اداروں کو فوری اقدامات کرنے چاہییں۔ شہریوں نے مطالبہ کیا ہے کہ بنیادی سہولیات کی فراہمی کو یقینی بنایا جائے اور ترقیاتی منصوبوں پر عملدرآمد تیز کیا جائے۔ اجلاس میں تعلیم، صحت، پانی اور بجلی کی فراہمی سے متعلق امور پر تفصیلی غور کیا گیا اور اس بات پر زور دیا گیا کہ عوامی مفاد کے منصوبوں کو ترجیحی بنیادوں پر مکمل کیا جائے۔ مقررین نے کہا کہ صوبے کی ترقی اور خوشحالی کے لیے تمام سیاسی جماعتوں کو مل کر کام کرنا ہوگا۔ کوئٹہ بلوچستان کے مختلف علاقوں میں عوام کو درپیش مسائل کے حل کے لیے حکومت اور متعلقہ اداروں کو فوری اقدامات کرنے چاہییں۔ شہریوں نے مطالبہ کیا ہے کہ بنیادی سہولیات کی فراہمی کو یقینی بنایا جائے اور ترقیاتی منصوبوں پر عملدرآمد تیز کیا جائے۔ اجلاس میں تعلیم، صحت، پانی اور بجلی کی فراہمی سے متعلق امور پر تفصیلی غور کیا گیا اور اس بات پر زور دیا گیا کہ عوامی مفاد کے منصوبوں کو ترجیحی بنیادوں پر مکمل کیا جائے۔ مقررین نے کہا کہ صوبے کی ترقی اور خوشحالی کے لیے تمام سیاسی جماعتوں کو مل کر کام کرنا ہوگا۔	[375, 370, 481, 654]
column-3	[598, 34, 711, 2321]
notice-header	[488, 37, 594, 57]
notice-number: 47	[38, 1660, 65, 1676]
notice-tag: آزادی	[784, 350, 814, 364]
notice-body: کوئٹہ بلوچستان کے مختلف علاقوں میں عوام کو درپیش مسائل کے حل کے لیے حکومت اور متعلقہ اداروں کو فوری اقدامات کرنے چاہییں۔ شہریوں نے مطالبہ کیا ہے کہ بنیادی سہولیات کی فراہمی کو یقینی بنایا جائے اور ترقیاتی منصوبوں پر عملدرآمد تیز کیا جائے۔ اجلاس میں تعلیم، صحت، پانی اور بجلی کی فراہمی سے متعلق امور پر تفصیلی غور کیا گیا اور اس بات پر زور دیا گیا کہ عوامی مفاد کے منصوبوں کو ترجیحی بنیادوں پر مکمل کیا جائے۔ مقررین نے کہا کہ صوبے کی ترقی اور خوشحالی کے لیے تمام سیاسی جماعتوں کو مل کر کام کرنا ہوگا۔ کوئٹہ بلوچستان کے مختلف علاقوں میں عوام کو درپیش مسائل کے حل کے لیے حکومت اور متعلقہ اداروں کو فوری اقدامات کرنے چاہییں۔ شہریوں نے مطالبہ کیا ہے کہ بنیادی سہولیات کی فراہمی کو یقینی بنایا جائے اور ترقیاتی منصوبوں پر عملدرآمد تیز کیا جائے۔ اجلاس میں تعلیم، صحت، پانی اور بجلی کی فراہمی سے متعلق امور پر تفصیلی غور کیا گیا اور اس بات پر زور دیا گیا کہ عوامی مفاد کے منصوبوں کو ترجیحی بنیادوں پر مکمل کیا جائے۔ مقررین نے کہا کہ صوبے کی ترقی اور خوشحالی کے لیے تمام سیاسی جماعتوں کو مل کر کام کرنا ہوگا۔ کوئٹہ بلوچستان کے مختلف علاقوں میں عوام کو درپیش مسائل کے حل کے لیے حکومت اور متعلقہ اداروں کو فوری اقدامات کرنے چاہییں۔ شہریوں نے مطالبہ کیا ہے کہ بنیادی سہولیات کی فراہمی کو یقینی بنایا جائے اور ترقیاتی منصوبوں پر عملدرآمد تیز کیا جائے۔ اجلاس میں تعلیم، صحت، پانی اور بجلی کی فراہمی سے متعلق امور پر تفصیلی غور کیا گیا اور اس بات پر زور دیا گیا کہ عوامی مفاد کے منصوبوں کو ترجیحی بنیادوں پر مکمل کیا جائے۔ مقررین نے کہا کہ صوبے کی ترقی اور خوشحالی کے لیے تمام سیاسی جماعتوں کو مل کر کام کرنا ہوگا۔	[601, 60, 707, 491]
notice-header	[714, 1278, 819, 1298]
arrow-left-icon: ←	[533, 659, 546, 676]
notice-body: کوئٹہ بلوچستان کے مختلف علاقوں میں عوام کو درپیش مسائل کے حل کے لیے حکومت اور متعلقہ اداروں کو فوری اقدامات کرنے چاہییں۔ شہریوں نے مطالبہ کیا ہے کہ بنیادی سہولیات کی فراہمی کو یقینی بنایا جائے اور ترقیاتی منصوبوں پر عملدرآمد تیز کیا جائے۔ اجلاس میں تعلیم، صحت، پانی اور بجلی کی فراہمی سے متعلق امور پر تفصیلی غور کیا گیا اور اس بات پر زور دیا گیا کہ عوامی مفاد کے منصوبوں کو ترجیحی بنیادوں پر مکمل کیا جائے۔ مقررین نے کہا کہ صوبے کی ترقی اور خوشحالی کے لیے تمام سیاسی جماعتوں کو مل کر کام کرنا ہوگا۔ کوئٹہ بلوچستان کے مختلف علاقوں میں عوام کو درپیش مسائل کے حل کے لیے حکومت اور متعلقہ اداروں کو فوری اقدامات کرنے چاہییں۔ شہریوں نے مطالبہ کیا ہے کہ بنیادی سہولیات کی فراہمی کو یقینی بنایا جائے اور ترقیاتی منصوبوں پر عملدرآمد تیز کیا جائے۔ اجلاس میں تعلیم، صحت، پانی اور بجلی کی فراہمی سے متعلق امور پر تفصیلی غور کیا گیا اور اس بات پر زور دیا گیا کہ عوامی مفاد کے منصوبوں کو ترجیحی بنیادوں پر مکمل کیا جائے۔ مقررین نے کہا کہ صوبے کی ترقی اور خوشحالی کے لیے تمام سیاسی جماعتوں کو مل کر کام کرنا ہوگا۔	[375, 60, 481, 344]
notice-tag: آزادی	[784, 971, 814, 985]
column-1	[823, 34, 935, 2321]
notice-tag: آزادی	[221, 40, 251, 54]
arrow-left-icon: ←	[308, 1590, 320, 1607]
notice-body: کوئٹہ بلوچستان کے مختلف علاقوں میں عوام کو درپیش مسائل کے حل کے لیے حکومت اور متعلقہ اداروں کو فوری اقدامات کرنے چاہییں۔ شہریوں نے مطالبہ کیا ہے کہ بنیادی سہولیات کی فراہمی کو یقینی بنایا جائے اور ترقیاتی منصوبوں پر عملدرآمد تیز کیا جائے۔ اجلاس میں تعلیم، صحت، پانی اور بجلی کی فراہمی سے متعلق امور پر تفصیلی غور کیا گیا اور اس بات پر زور دیا گیا کہ عوامی مفاد کے منصوبوں کو ترجیحی بنیادوں پر مکمل کیا جائے۔ مقررین نے کہا کہ صوبے کی ترقی اور خوشحالی کے لیے تمام سیاسی جماعتوں کو مل کر کام کرنا ہوگا۔ کوئٹہ بلوچستان کے مختلف علاقوں میں عوام کو درپیش مسائل کے حل کے لیے حکومت اور متعلقہ اداروں کو فوری اقدامات کرنے چاہییں۔ شہریوں نے مطالبہ کیا ہے کہ بنیادی سہولیات کی فراہمی کو یقینی بنایا جائے اور ترقیاتی منصوبوں پر عملدرآمد تیز کیا جائے۔ اجلاس میں تعلیم، صحت، پانی اور بجلی کی فراہمی سے متعلق امور پر تفصیلی غور کیا گیا اور اس بات پر زور دیا گیا کہ عوامی مفاد کے منصوبوں کو ترجیحی بنیادوں پر مکمل کیا جائے۔ مقررین نے کہا کہ صوبے کی ترقی اور خوشحالی کے لیے تمام سیاسی جماعتوں کو مل کر کام کرنا ہوگا۔ کوئٹہ بلوچستان کے مختلف علاقوں میں عوام کو درپیش مسائل کے حل کے لیے حکومت اور متعلقہ اداروں کو فوری اقدامات کرنے چاہییں۔ شہریوں نے مطالبہ کیا ہے کہ بنیادی سہولیات کی فراہمی کو یقینی بنایا جائے اور ترقیاتی منصوبوں پر عملدرآمد تیز کیا جائے۔ اجلاس میں تعلیم، صحت، پانی اور بجلی کی فراہمی سے متعلق امور پر تفصیلی غور کیا گیا اور اس بات پر زور دیا گیا کہ عوامی مفاد کے منصوبوں کو ترجیحی بنیادوں پر مکمل کیا جائے۔ مقررین نے کہا کہ صوبے کی ترقی اور خوشحالی کے لیے تمام سیاسی جماعتوں کو مل کر کام کرنا ہوگا۔	[601, 1432, 707, 1863]
arrow-left-icon: ←	[308, 659, 320, 676]
notice-body: کوئٹہ بلوچستان کے مختلف علاقوں میں عوام کو درپیش مسائل کے حل کے لیے حکومت اور متعلقہ اداروں کو فوری اقدامات کرنے چاہییں۔ شہریوں نے مطالبہ کیا ہے کہ بنیادی سہولیات کی فراہمی کو یقینی بنایا جائے اور ترقیاتی منصوبوں پر عملدرآمد تیز کیا جائے۔ اجلاس میں تعلیم، صحت، پانی اور بجلی کی فراہمی سے متعلق امور پر تفصیلی غور کیا گیا اور اس بات پر زور دیا گیا کہ عوامی مفاد کے منصوبوں کو ترجیحی بنیادوں پر مکمل کیا جائے۔ مقررین نے کہا کہ صوبے کی ترقی اور خوشحالی کے لیے تمام سیاسی جماعتوں کو مل کر کام کرنا ہوگا۔ کوئٹہ بلوچستان کے مختلف علاقوں میں عوام کو درپیش مسائل کے حل کے لیے حکومت اور متعلقہ اداروں کو فوری اقدامات کرنے چاہییں۔ شہریوں نے مطالبہ کیا ہے کہ بنیادی سہولیات کی فراہمی کو یقینی بنایا جائے اور ترقیاتی منصوبوں پر عملدرآمد تیز کیا جائے۔ اجلاس میں تعلیم، صحت، پانی اور بجلی کی فراہمی سے متعلق امور پر تفصیلی غور کیا گیا اور اس بات پر زور دیا گیا کہ عوامی مفاد کے منصوبوں کو ترجیحی بنیادوں پر مکمل کیا جائے۔ مقررین نے کہا کہ صوبے کی ترقی اور خوشحالی کے لیے تمام سیاسی جماعتوں کو مل کر کام کرنا ہوگا۔ کوئٹہ بلوچستان کے مختلف علاقوں میں عوام کو درپیش مسائل کے حل کے لیے حکومت اور متعلقہ اداروں کو فوری اقدامات کرنے چاہییں۔ شہریوں نے مطالبہ کیا ہے کہ بنیادی سہولیات کی فراہمی کو یقینی بنایا جائے اور ترقیاتی منصوبوں پر عملدرآمد تیز کیا جائے۔ اجلاس میں تعلیم، صحت، پانی اور بجلی کی فراہمی سے متعلق امور پر تفصیلی غور کیا گیا اور اس بات پر زور دیا گیا کہ عوامی مفاد کے منصوبوں کو ترجیحی بنیادوں پر مکمل کیا جائے۔ مقررین نے کہا کہ صوبے کی ترقی اور خوشحالی کے لیے تمام سیاسی جماعتوں کو مل کر کام کرنا ہوگا۔	[33, 1680, 141, 2103]
notice-header	[263, 1278, 368, 1298]
notice-header	[263, 1588, 368, 1608]
notice-tag: آزادی	[896, 498, 926, 512]
column-6	[260, 34, 372, 1895]
notice-number: 10	[719, 1280, 746, 1296]
arrow-left-icon: ←	[79, 1211, 92, 1228]
notice-header	[375, 1278, 481, 1298]
notice-body: کوئٹہ بلوچستان کے مختلف علاقوں میں عوام کو درپیش مسائل کے حل کے لیے حکومت اور متعلقہ اداروں کو فوری اقدامات کرنے چاہییں۔ شہریوں نے مطالبہ کیا ہے کہ بنیادی سہولیات کی فراہمی کو یقینی بنایا جائے اور ترقیاتی منصوبوں پر عملدرآمد تیز کیا جائے۔ اجلاس میں تعلیم، صحت، پانی اور بجلی کی فراہمی سے متعلق امور پر تفصیلی غور کیا گیا اور اس بات پر زور دیا گیا کہ عوامی مفاد کے منصوبوں کو ترجیحی بنیادوں پر مکمل کیا جائے۔ مقررین نے کہا کہ صوبے کی ترقی اور خوشحالی کے لیے تمام سیاسی جماعتوں کو مل کر کام کرنا ہوگا۔ کوئٹہ بلوچستان کے مختلف علاقوں میں عوام کو درپیش مسائل کے حل کے لیے حکومت اور متعلقہ اداروں کو فوری اقدامات کرنے چاہییں۔ شہریوں نے مطالبہ کیا ہے کہ بنیادی سہولیات کی فراہمی کو یقینی بنایا جائے اور ترقیاتی منصوبوں پر عملدرآمد تیز کیا جائے۔ اجلاس میں تعلیم، صحت، پانی اور بجلی کی فراہمی سے متعلق امور پر تفصیلی غور کیا گیا اور اس بات پر زور دیا گیا کہ عوامی مفاد کے منصوبوں کو ترجیحی بنیادوں پر مکمل کیا جائے۔ مقررین نے کہا کہ صوبے کی ترقی اور خوشحالی کے لیے تمام سیاسی جماعتوں کو مل کر کام کرنا ہوگا۔ کوئٹہ بلوچستان کے مختلف علاقوں میں عوام کو درپیش مسائل کے حل کے لیے حکومت اور متعلقہ اداروں کو فوری اقدامات کرنے چاہییں۔ شہریوں نے مطالبہ کیا ہے کہ بنیادی سہولیات کی فراہمی کو یقینی بنایا جائے اور ترقیاتی منصوبوں پر عملدرآمد تیز کیا جائے۔ اجلاس میں تعلیم، صحت، پانی اور بجلی کی فراہمی سے متعلق امور پر تفصیلی غور کیا گیا اور اس بات پر زور دیا گیا کہ عوامی مفاد کے منصوبوں کو ترجیحی بنیادوں پر مکمل کیا جائے۔ مقررین نے کہا کہ صوبے کی ترقی اور خوشحالی کے لیے تمام سیاسی جماعتوں کو مل کر کام کرنا ہوگا۔	[826, 517, 931, 948]
arrow-left-icon: ←	[759, 2211, 771, 2228]
notice-header	[33, 761, 141, 781]
notice-body: کوئٹہ بلوچستان کے مختلف علاقوں میں عوام کو درپیش مسائل کے حل کے لیے حکومت اور متعلقہ اداروں کو فوری اقدامات کرنے چاہییں۔ شہریوں نے مطالبہ کیا ہے کہ بنیادی سہولیات کی فراہمی کو یقینی بنایا جائے اور ترقیاتی منصوبوں پر عملدرآمد تیز کیا جائے۔ اجلاس میں تعلیم، صحت، پانی اور بجلی کی فراہمی سے متعلق امور پر تفصیلی غور کیا گیا اور اس بات پر زور دیا گیا کہ عوامی مفاد کے منصوبوں کو ترجیحی بنیادوں پر مکمل کیا جائے۔ مقررین نے کہا کہ صوبے کی ترقی اور خوشحالی کے لیے تمام سیاسی جماعتوں کو مل کر کام کرنا ہوگا۔ کوئٹہ بلوچستان کے مختلف علاقوں میں عوام کو درپیش مسائل کے حل کے لیے حکومت اور متعلقہ اداروں کو فوری اقدامات کرنے چاہییں۔ شہریوں نے مطالبہ کیا ہے کہ بنیادی سہولیات کی فراہمی کو یقینی بنایا جائے اور ترقیاتی منصوبوں پر عملدرآمد تیز کیا جائے۔ اجلاس میں تعلیم، صحت، پانی اور بجلی کی فراہمی سے متعلق امور پر تفصیلی غور کیا گیا اور اس بات پر زور دیا گیا کہ عوامی مفاد کے منصوبوں کو ترجیحی بنیادوں پر مکمل کیا جائے۔ مقررین نے کہا کہ صوبے کی ترقی اور خوشحالی کے لیے تمام سیاسی جماعتوں کو مل کر کام کرنا ہوگا۔	[488, 1611, 594, 1895]
notice-header	[714, 347, 819, 367]
notice-number: 40	[153, 487, 180, 503]
notice-number: 9	[719, 970, 737, 986]
notice-tag: آزادی	[784, 2212, 814, 2226]
notice-header	[263, 347, 368, 367]
notice-body: کوئٹہ بلوچستان کے مختلف علاقوں میں عوام کو درپیش مسائل کے حل کے لیے حکومت اور متعلقہ اداروں کو فوری اقدامات کرنے چاہییں۔ شہریوں نے مطالبہ کیا ہے کہ بنیادی سہولیات کی فراہمی کو یقینی بنایا جائے اور ترقیاتی منصوبوں پر عملدرآمد تیز کیا جائے۔ اجلاس میں تعلیم، صحت، پانی اور بجلی کی فراہمی سے متعلق امور پر تفصیلی غور کیا گیا اور اس بات پر زور دیا گیا کہ عوامی مفاد کے منصوبوں کو ترجیحی بنیادوں پر مکمل کیا جائے۔ مقررین نے کہا کہ صوبے کی ترقی اور خوشحالی کے لیے تمام سیاسی جماعتوں کو مل کر کام کرنا ہوگا۔ کوئٹہ بلوچستان کے مختلف علاقوں میں عوام کو درپیش مسائل کے حل کے لیے حکومت اور متعلقہ اداروں کو فوری اقدامات کرنے چاہییں۔ شہریوں نے مطالبہ کیا ہے کہ بنیادی سہولیات کی فراہمی کو یقینی بنایا جائے اور ترقیاتی منصوبوں پر عملدرآمد تیز کیا جائے۔ اجلاس میں تعلیم، صحت، پانی اور بجلی کی فراہمی سے متعلق امور پر تفصیلی غور کیا گیا اور اس بات پر زور دیا گیا کہ عوامی مفاد کے منصوبوں کو ترجیحی بنیادوں پر مکمل کیا جائے۔ مقررین نے کہا کہ صوبے کی ترقی اور خوشحالی کے لیے تمام سیاسی جماعتوں کو مل کر کام کرنا ہوگا۔ کوئٹہ بلوچستان کے مختلف علاقوں میں عوام کو درپیش مسائل کے حل کے لیے حکومت اور متعلقہ اداروں کو فوری اقدامات کرنے چاہییں۔ شہریوں نے مطالبہ کیا ہے کہ بنیادی سہولیات کی فراہمی کو یقینی بنایا جائے اور ترقیاتی منصوبوں پر عملدرآمد تیز کیا جائے۔ اجلاس میں تعلیم، صحت، پانی اور بجلی کی فراہمی سے متعلق امور پر تفصیلی غور کیا گیا اور اس بات پر زور دیا گیا کہ عوامی مفاد کے منصوبوں کو ترجیحی بنیادوں پر مکمل کیا جائے۔ مقررین نے کہا کہ صوبے کی ترقی اور خوشحالی کے لیے تمام سیاسی جماعتوں کو مل کر کام کرنا ہوگا۔	[148, 508, 256, 930]
arrow-left-icon: ←	[533, 349, 546, 366]
notice-number: 2	[831, 497, 849, 513]
notice-header	[826, 952, 931, 972]
arrow-left-icon: ←	[755, 349, 767, 366]
lost-notice-text: میرا قومی پاسپورٹ نمبر QSS166341 گم ہو گیا ہے جس کسی صاحب کو ملے تو مہربانی کر کے اس پتے پر پہنچا دیں۔	[37, 147, 137, 182]
notice-number: 11	[719, 1590, 746, 1606]
arrow-left-icon: ←	[420, 659, 433, 676]
notice-number: 13	[719, 2211, 746, 2227]
arrow-left-icon: ←	[79, 2108, 92, 2125]
arrow-left-icon: ←	[194, 39, 207, 55]
arrow-left-icon: ←	[533, 1590, 546, 1607]
notice-tag: آزادی	[672, 1413, 702, 1427]
notice-header	[826, 495, 931, 515]
notice-number: 27	[380, 660, 407, 676]
notice-header	[375, 1899, 481, 1919]
notice-number: 29	[380, 1280, 407, 1296]
notice-header	[148, 485, 256, 505]
